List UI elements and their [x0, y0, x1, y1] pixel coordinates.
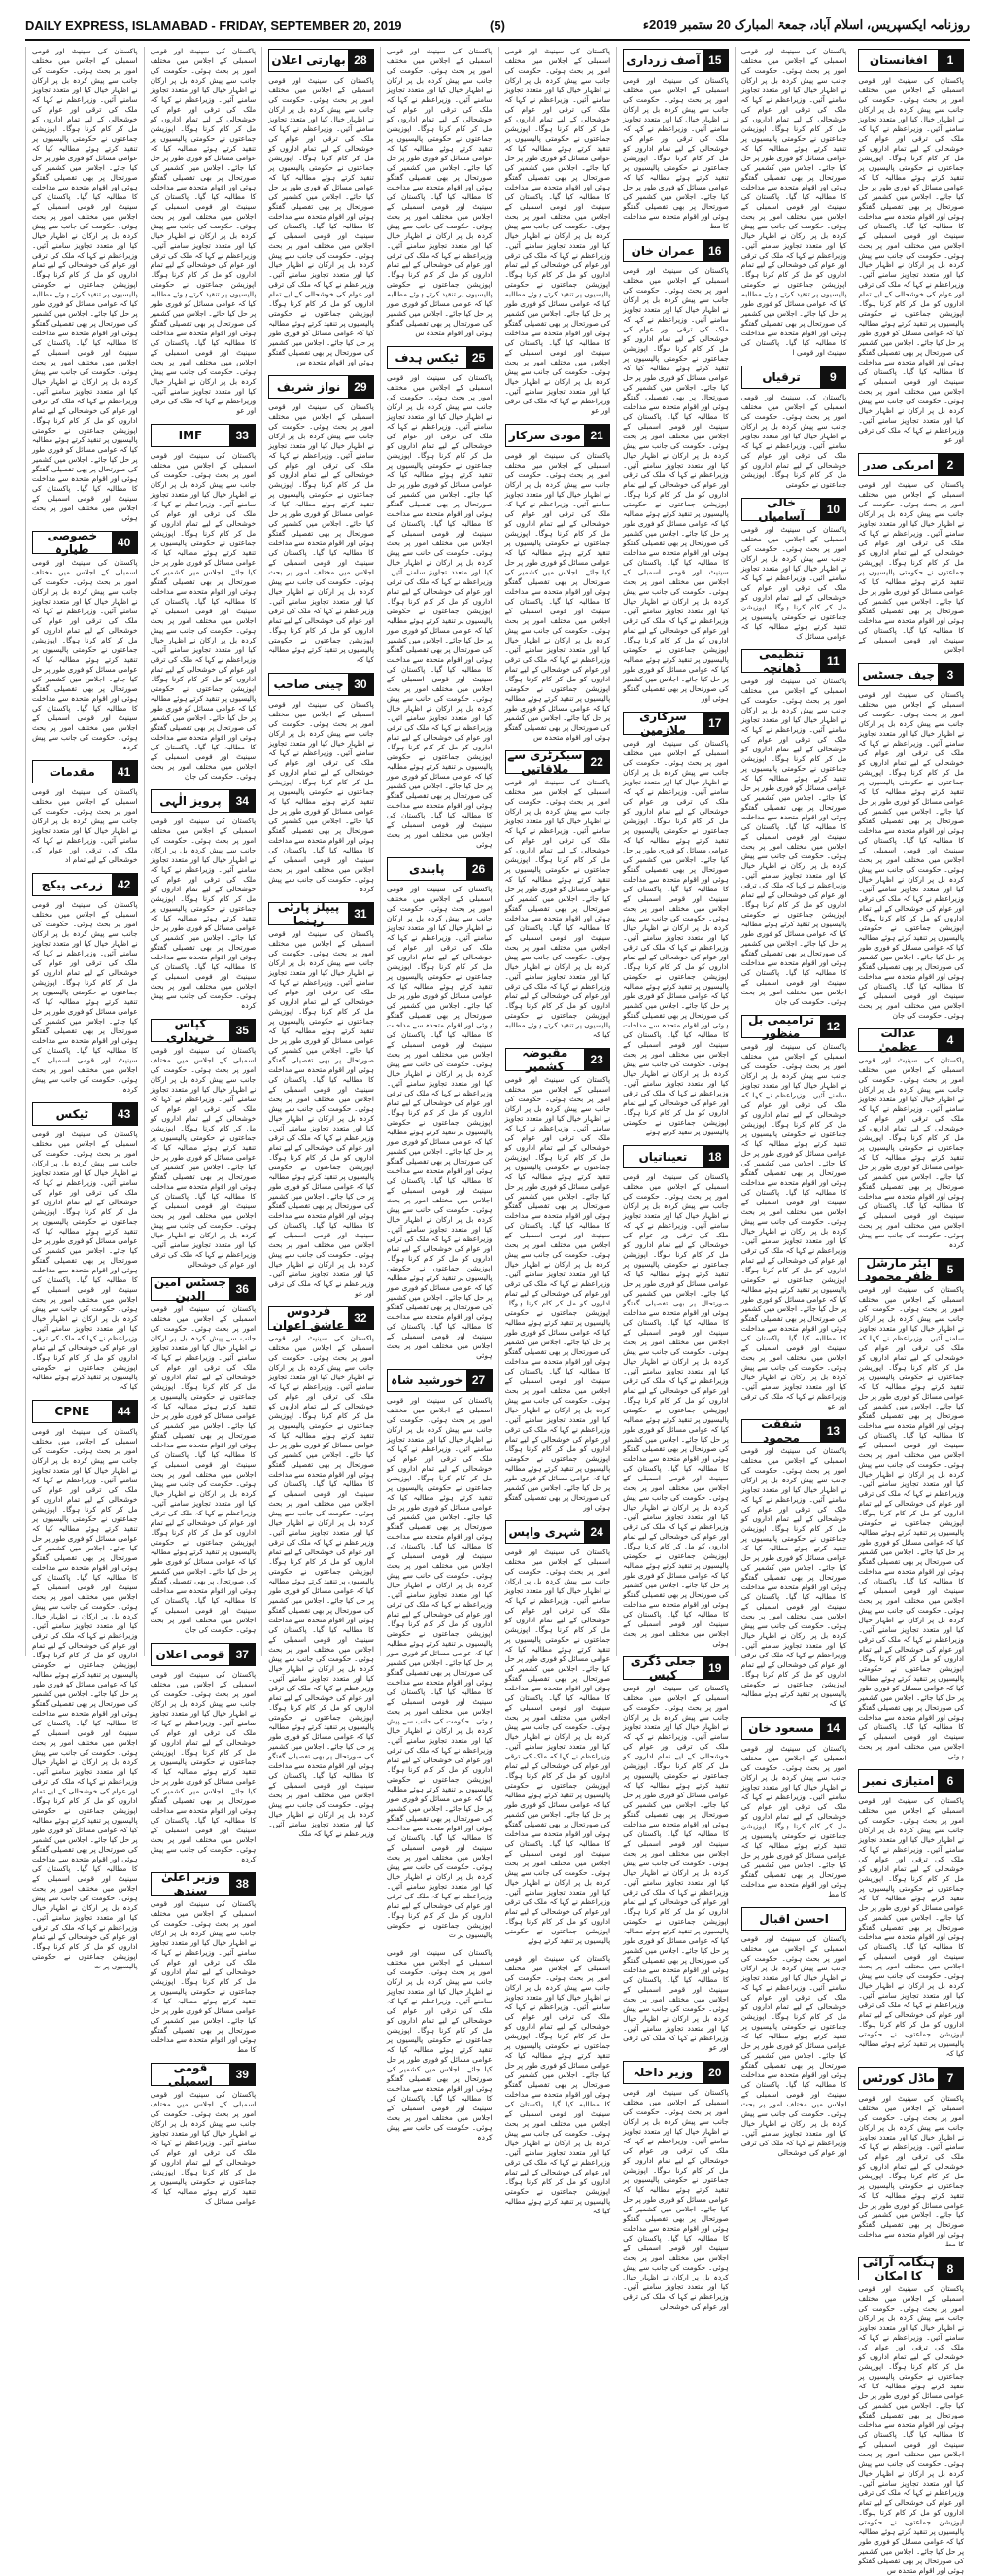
- story-title: پرویز الٰہی: [159, 794, 222, 808]
- story-title: تعیناتیاں: [638, 1150, 688, 1164]
- story-number: 10: [820, 499, 845, 520]
- story-title: ہنگامہ آرائی کا امکان: [862, 2255, 935, 2282]
- story-number: 29: [348, 376, 373, 398]
- page-number: (5): [490, 17, 505, 33]
- news-column: [144, 47, 262, 2206]
- news-story: [741, 47, 847, 358]
- news-story: [268, 902, 374, 1299]
- story-body: پاکستان کی سینیٹ اور قومی اسمبلی کے اجلاس میں مختلف امور پر بحث ہوئی۔ حکومت کی جانب سے پیش کردہ بل پر ارکان نے اظہار خیال کیا اور متعدد تجاویز سامنے آئیں۔ وزیراعظم نے کہا کہ ملک کی ترقی اور عوام کی خوشحالی کے لیے تمام اداروں کو مل کر کام کرنا ہوگا۔ اپوزیشن جماعتوں نے حکومتی پالیسیوں پر تنقید کرتے ہوئے مطالبہ کیا کہ عوامی مسائل کو فوری طور پر حل کیا جائے۔ اجلاس میں کشمیر کی صورتحال پر بھی تفصیلی گفتگو ہوئی اور اقوام متحدہ سے مداخلت کا مطالبہ کیا گیا۔ پاکستان کی سینیٹ اور قومی اسمبلی کے اجلاس میں مختلف امور پر بحث ہوئی۔ حکومت کی جانب سے پیش کردہ بل پر ارکان نے اظہار خیال کیا اور متعدد تجاویز سامنے آئیں۔ وزیراعظم نے کہا کہ ملک کی ترقی اور عوام کی خوشحالی کے لیے تمام اداروں کو مل کر کام کرنا ہوگا۔ اپوزیشن جماعتوں نے حکومتی پالیسیوں پر تنقید کرتے ہوئے مطالبہ کیا کہ عوامی مسائل کو فوری طور پر حل کیا جائے۔ اجلاس میں کشمیر کی صورتحال پر بھی تفصیلی گفتگو ہوئی اور اقوام متحدہ سے مداخلت کا مطالبہ کیا گیا۔ پاکستان کی سینیٹ اور قومی اسمبلی کے اجلاس میں مختلف امور پر بحث ہوئی۔ حکومت کی جان: [150, 1305, 257, 1634]
- story-title: زرعی پیکج: [41, 878, 103, 891]
- story-title: امریکی صدر: [863, 458, 934, 471]
- news-story: [151, 2063, 257, 2207]
- story-title: خالی آسامیاں: [758, 496, 805, 523]
- story-number: 8: [938, 2258, 963, 2280]
- story-title: عدالت عظمیٰ: [878, 1027, 918, 1054]
- story-number: 37: [229, 1644, 255, 1665]
- story-number: 38: [229, 1873, 255, 1895]
- story-number: 25: [466, 347, 492, 368]
- story-heading: [268, 375, 374, 399]
- story-body: پاکستان کی سینیٹ اور قومی اسمبلی کے اجلاس میں مختلف امور پر بحث ہوئی۔ حکومت کی جانب سے پیش کردہ بل پر ارکان نے اظہار خیال کیا اور متعدد تجاویز سامنے آئیں۔ وزیراعظم نے کہا کہ ملک کی ترقی اور عوام کی خوشحالی کے لیے تمام اداروں کو مل کر کام کرنا ہوگا۔ اپوزیشن جماعتوں نے حکومتی پالیسیوں پر تنقید کرتے ہوئے مطالبہ کیا کہ عوامی مسائل کو فوری طور پر حل کیا جائے۔ اجلاس میں کشمیر کی صورتحال پر بھی تفصیلی گفتگو ہوئی اور اقوام متحدہ سے مداخلت کا مطالبہ کیا گیا۔ پاکستان کی سینیٹ اور قومی اسمبلی کے اجلاس میں مختلف امور پر بحث ہوئی۔ حکومت کی جانب سے پیش کردہ: [858, 1056, 964, 1249]
- story-title: جعلی ڈگری کیس: [630, 1654, 697, 1682]
- news-column: [852, 47, 970, 2575]
- news-story: [151, 1872, 257, 2055]
- story-body: پاکستان کی سینیٹ اور قومی اسمبلی کے اجلاس میں مختلف امور پر بحث ہوئی۔ حکومت کی جانب سے پیش کردہ بل پر ارکان نے اظہار خیال کیا اور متعدد تجاویز سامنے آئیں۔ وزیراعظم نے کہا کہ ملک کی ترقی اور عوام کی خوشحالی کے لیے تمام اداروں کو مل کر کام کرنا ہوگا۔ اپوزیشن جماعتوں نے حکومتی پالیسیوں پر تنقید کرتے ہوئے مطالبہ کیا کہ عوامی مسائل کو فوری طور پر حل کیا جائے۔ اجلاس میں کشمیر کی صورتحال پر بھی تفصیلی گفتگو ہوئی اور اقوام متحدہ سے مداخلت کا مطالبہ کیا گیا۔ پاکستان کی سینیٹ اور قومی اسمبلی کے اجلاس میں مختلف امور پر بحث ہوئی۔ حکومت کی جانب سے پیش کردہ بل پر ارکان نے اظہار خیال کیا اور متعدد تجاویز سامنے آئیں۔ وزیراعظم نے کہا کہ ملک کی ترقی اور عوام کی خوشحالی کے لیے تمام اداروں کو مل کر کام کرنا ہوگا۔ اپوزیشن جماعتوں نے حکومتی پالیسیوں پر تنقید کرتے ہوئے مطالبہ کیا کہ عوامی مسائل کو فوری طور پر حل کیا جائے۔ اجلاس میں کشمیر کی صورتحال پر بھی تفصیلی گفتگو ہوئی اور اقوام متحدہ سے مداخلت کا مطالبہ کیا گیا۔ پاکستان کی سینیٹ اور قومی اسمبلی کے اجلاس میں مختلف امور پر بحث ہوئی۔ حکومت کی جانب سے پیش کردہ بل پر ارکان نے اظہار خیال کیا اور متعدد تجاویز سامنے آئیں۔ وزیراعظم نے کہا کہ ملک کی ترقی اور عو: [740, 1042, 847, 1410]
- story-number: 28: [348, 50, 373, 71]
- story-number: 9: [820, 366, 845, 388]
- news-story: [387, 1948, 493, 2142]
- story-number: 34: [229, 790, 255, 812]
- story-number: 23: [584, 1049, 609, 1070]
- story-number: 24: [584, 1521, 609, 1543]
- story-title: CPNE: [54, 1405, 90, 1418]
- news-story: [32, 531, 138, 752]
- story-number: 41: [112, 761, 137, 783]
- news-column: [616, 47, 735, 2311]
- story-title: ترقیاں: [762, 370, 801, 384]
- story-body: پاکستان کی سینیٹ اور قومی اسمبلی کے اجلاس میں مختلف امور پر بحث ہوئی۔ حکومت کی جانب سے پیش کردہ بل پر ارکان نے اظہار خیال کیا اور متعدد تجاویز سامنے آئیں۔ وزیراعظم نے کہا کہ ملک کی ترقی اور عوام کی خوشحالی کے لیے تمام اداروں کو مل کر کام کرنا ہوگا۔ اپوزیشن جماعتوں نے حکومتی پالیسیوں پر تنقید کرتے ہوئے مطالبہ کیا کہ عوامی مسائل کو فوری طور پر حل کیا جائے۔ اجلاس میں کشمیر کی صورتحال پر بھی تفصیلی گفتگو ہوئی اور اقوام متحدہ سے مداخلت کا مطالبہ کیا گیا۔ پاکستان کی سینیٹ اور قومی اسمبلی کے اجلاس میں مختلف امور پر بحث ہوئی۔ حکومت کی جانب سے پیش کردہ بل پر ارکان نے اظہار خیال کیا اور متعدد تجاویز سامنے آئیں۔ وزیراعظم نے کہا کہ ملک کی ترقی اور عوام کی خوشحالی کے لیے تمام اداروں کو مل کر کام کرنا ہوگا۔ اپوزیشن جماعتوں نے حکومتی پالیسیوں پر تنقید کرتے ہوئے مطالبہ کیا کہ عوامی مسائل کو فوری طور پر حل کیا جائے۔ اجلاس میں کشمیر کی صورتحال پر بھی تفصیلی گفتگو ہوئی اور اقوام متحدہ سے مداخلت کا مطالبہ کیا گیا۔ پاکستان کی سینیٹ اور قومی اسمبلی کے اجلاس میں مختلف امور پر بحث ہوئی۔ حکومت کی جانب سے پیش کردہ بل پر ارکان نے اظہار خیال کیا اور متعدد تجاویز سامنے آئیں۔ وزیراعظم نے کہا کہ ملک کی ترقی اور عوام کی خوشحالی کے لیے تمام اداروں کو مل کر کام کرنا ہوگا۔ اپوزیشن جماعتوں نے حکومتی پالیسیوں پر تنقید کرتے ہوئے مطالبہ کیا کہ عوامی مسائل کو فوری طور پر حل کیا جائے۔ اجلاس میں کشمیر کی صورتحال پر بھی تفصیلی گفتگو ہوئی اور اقوام متحدہ سے مداخلت کا مطالبہ کیا گیا۔ پاکستان کی سینیٹ اور قومی اسمبلی کے اجلاس میں مختلف امور پر بحث ہوئی: [386, 373, 493, 849]
- story-body: پاکستان کی سینیٹ اور قومی اسمبلی کے اجلاس میں مختلف امور پر بحث ہوئی۔ حکومت کی جانب سے پیش کردہ بل پر ارکان نے اظہار خیال کیا اور متعدد تجاویز سامنے آئیں۔ وزیراعظم نے کہا کہ ملک کی ترقی اور عوام کی خوشحالی کے لیے تمام اداروں کو مل کر کام کرنا ہوگا۔ اپوزیشن جماعتوں نے حکومتی: [740, 393, 847, 489]
- story-heading: [858, 453, 964, 476]
- story-body: پاکستان کی سینیٹ اور قومی اسمبلی کے اجلاس میں مختلف امور پر بحث ہوئی۔ حکومت کی جانب سے پیش کردہ بل پر ارکان نے اظہار خیال کیا اور متعدد تجاویز سامنے آئیں۔ وزیراعظم نے کہا کہ ملک کی ترقی اور عوام کی خوشحالی کے لیے تمام اداروں کو مل کر کام کرنا ہوگا۔ اپوزیشن جماعتوں نے حکومتی پالیسیوں پر تنقید کرتے ہوئے مطالبہ کیا کہ عوامی مسائل کو فوری طور پر حل کیا جائے۔ اجلاس میں کشمیر کی صورتحال پر بھی تفصیلی گفتگو ہوئی اور اقوام متحدہ سے مداخلت کا مطالبہ کیا گیا۔ پاکستان کی سینیٹ اور قومی اسمبلی کے اجلاس میں مختلف امور پر بحث ہوئی۔ حکومت کی جانب سے پیش کردہ بل پر ارکان نے اظہار خیال کیا اور متعدد تجاویز سامنے آئیں۔ وزیراعظم نے کہا کہ ملک کی ترقی اور عوام کی خوشحالی کے لیے تمام اداروں کو مل کر کام کرنا ہوگا۔ اپوزیشن جماعتوں نے حکومتی پالیسیوں پر تنقید کرتے ہوئے مطالبہ کیا کہ: [268, 402, 374, 664]
- story-heading: [268, 902, 374, 925]
- news-story: [268, 1306, 374, 1839]
- story-number: 15: [703, 50, 728, 71]
- story-body: پاکستان کی سینیٹ اور قومی اسمبلی کے اجلاس میں مختلف امور پر بحث ہوئی۔ حکومت کی جانب سے پیش کردہ بل پر ارکان نے اظہار خیال کیا اور متعدد تجاویز سامنے آئیں۔ وزیراعظم نے کہا کہ ملک کی ترقی اور عوام کی خوشحالی کے لیے تمام اداروں کو مل کر کام کرنا ہوگا۔ اپوزیشن جماعتوں نے حکومتی پالیسیوں پر تنقید کرتے ہوئے مطالبہ کیا کہ عوامی مسائل ک: [740, 525, 847, 641]
- news-story: [505, 750, 611, 1040]
- story-title: احسن اقبال: [759, 1912, 829, 1926]
- story-heading: [32, 873, 138, 896]
- news-story: [623, 712, 729, 1137]
- story-title: شفقت محمود: [761, 1417, 802, 1445]
- story-body: پاکستان کی سینیٹ اور قومی اسمبلی کے اجلاس میں مختلف امور پر بحث ہوئی۔ حکومت کی جانب سے پیش کردہ بل پر ارکان نے اظہار خیال کیا اور متعدد تجاویز سامنے آئیں۔ وزیراعظم نے کہا کہ ملک کی ترقی اور عوام کی خوشحالی کے لیے تمام اداروں کو مل کر کام کرنا ہوگا۔ اپوزیشن جماعتوں نے حکومتی پالیسیوں پر تنقید کرتے ہوئے مطالبہ کیا کہ عوامی مسائل کو فوری طور پر حل کیا جائے۔ اجلاس میں کشمیر کی صورتحال پر بھی تفصیلی گفتگو ہوئی اور اقوام متحدہ سے مداخلت کا مطالبہ کیا گیا۔ پاکستان کی سینیٹ اور قومی اسمبلی کے اجلاس میں مختلف امور پر بحث ہوئی۔ حکومت کی جانب سے پیش کردہ: [268, 700, 374, 893]
- story-body: پاکستان کی سینیٹ اور قومی اسمبلی کے اجلاس میں مختلف امور پر بحث ہوئی۔ حکومت کی جانب سے پیش کردہ بل پر ارکان نے اظہار خیال کیا اور متعدد تجاویز سامنے آئیں۔ وزیراعظم نے کہا کہ ملک کی ترقی اور عوام کی خوشحالی کے لیے تمام اداروں کو مل کر کام کرنا ہوگا۔ اپوزیشن جماعتوں نے حکومتی پالیسیوں پر تنقید کرتے ہوئے مطالبہ کیا کہ عوامی مسائل کو فوری طور پر حل کیا جائے۔ اجلاس میں کشمیر کی صورتحال پر بھی تفصیلی گفتگو ہوئی اور اقوام متحدہ سے مداخلت کا مطالبہ کیا گیا۔ پاکستان کی سینیٹ اور قومی اسمبلی کے اجلاس میں مختلف امور پر بحث ہوئی۔ حکومت کی جانب سے پیش کردہ بل پر ارکان نے اظہار خیال کیا اور متعدد تجاویز سامنے آئیں۔ وزیراعظم نے کہا کہ ملک کی ترقی اور عوام کی خوشحالی کے لیے تمام اداروں کو مل کر کام کرنا ہوگا۔ اپوزیشن جماعتوں نے حکومتی پالیسیوں پر تنقید کرتے ہوئے مطالبہ کیا کہ عوامی مسائل کو فوری طور پر حل کیا جائے۔ اجلاس میں کشمیر کی صورتحال پر بھی تفصیلی گفتگو ہوئی اور اقوام متحدہ سے مداخلت کا مطالبہ کیا گیا۔ پاکستان کی سینیٹ اور قومی اسمبلی کے اجلاس میں مختلف امور پر بحث ہوئی۔ حکومت کی جان: [740, 677, 847, 1006]
- story-title: نواز شریف: [276, 380, 341, 394]
- story-number: 18: [703, 1146, 728, 1167]
- story-body: پاکستان کی سینیٹ اور قومی اسمبلی کے اجلاس میں مختلف امور پر بحث ہوئی۔ حکومت کی جانب سے پیش کردہ بل پر ارکان نے اظہار خیال کیا اور متعدد تجاویز سامنے آئیں۔ وزیراعظم نے کہا کہ ملک کی ترقی اور عوام کی خوشحالی کے لیے تمام اداروں کو مل کر کام کرنا ہوگا۔ اپوزیشن جماعتوں نے حکومتی پالیسیوں پر تنقید کرتے ہوئے مطالبہ کیا کہ عوامی مسائل کو فوری طور پر حل کیا جائے۔ اجلاس میں کشمیر کی صورتحال پر بھی تفصیلی گفتگو ہوئی اور اقوام متحدہ سے مداخلت کا مطالبہ کیا گیا۔ پاکستان کی سینیٹ اور قومی اسمبلی کے اجلاس میں مختلف امور پر بحث ہوئی۔ حکومت کی جانب سے پیش کردہ بل پر ارکان نے اظہار خیال کیا اور متعدد تجاویز سامنے آئیں۔ وزیراعظم نے کہا کہ ملک کی ترقی اور عوام کی خوشحالی کے لیے تمام اداروں کو مل کر کام کرنا ہوگا۔ اپوزیشن جماعتوں نے حکومتی پالیسیوں پر تنقید کرتے ہوئے مطالبہ کیا کہ عوامی مسائل کو فوری طور پر حل کیا جائے۔ اجلاس میں کشمیر کی صورتحال پر بھی تفصیلی گفتگو ہوئی اور اقوام متحدہ س: [386, 47, 493, 337]
- story-body: پاکستان کی سینیٹ اور قومی اسمبلی کے اجلاس میں مختلف امور پر بحث ہوئی۔ حکومت کی جانب سے پیش کردہ بل پر ارکان نے اظہار خیال کیا اور متعدد تجاویز سامنے آئیں۔ وزیراعظم نے کہا کہ ملک کی ترقی اور عوام کی خوشحالی کے لیے تمام اداروں کو مل کر کام کرنا ہوگا۔ اپوزیشن جماعتوں نے حکومتی پالیسیوں پر تنقید کرتے ہوئے مطالبہ کیا کہ عوامی مسائل کو فوری طور پر حل کیا جائے۔ اجلاس میں کشمیر کی صورتحال پر بھی تفصیلی گفتگو ہوئی اور اقوام متحدہ سے مداخلت کا مطالبہ کیا گیا۔ پاکستان کی سینیٹ اور قومی اسمبلی کے اجلاس میں مختلف امور پر بحث ہوئی۔ حکومت کی جانب سے پیش کردہ بل پر ارکان نے اظہار خیال کیا اور متعدد تجاویز سامنے آئیں۔ وزیراعظم نے کہا کہ ملک کی ترقی اور عوام کی خوشحالی: [623, 2088, 729, 2311]
- story-heading: [858, 49, 964, 72]
- story-body: پاکستان کی سینیٹ اور قومی اسمبلی کے اجلاس میں مختلف امور پر بحث ہوئی۔ حکومت کی جانب سے پیش کردہ بل پر ارکان نے اظہار خیال کیا اور متعدد تجاویز سامنے آئیں۔ وزیراعظم نے کہا کہ ملک کی ترقی اور عوام کی خوشحالی کے لیے تمام اداروں کو مل کر کام کرنا ہوگا۔ اپوزیشن جماعتوں نے حکومتی پالیسیوں پر تنقید کرتے ہوئے مطالبہ کیا کہ عوامی مسائل کو فوری طور پر حل کیا جائے۔ اجلاس میں کشمیر کی صورتحال پر بھی تفصیلی گفتگو ہوئی اور اقوام متحدہ سے مداخلت کا مطالبہ کیا گیا۔ پاکستان کی سینیٹ اور قومی اسمبلی کے اجلاس میں مختلف امور پر بحث ہوئی۔ حکومت کی جانب سے پیش کردہ بل پر ارکان نے اظہار خیال کیا اور متعدد تجاویز سامنے آئیں۔ وزیراعظم نے کہا کہ ملک کی ترقی اور عوام کی خوشحالی: [150, 1046, 257, 1269]
- story-body: پاکستان کی سینیٹ اور قومی اسمبلی کے اجلاس میں مختلف امور پر بحث ہوئی۔ حکومت کی جانب سے پیش کردہ بل پر ارکان نے اظہار خیال کیا اور متعدد تجاویز سامنے آئیں۔ وزیراعظم نے کہا کہ ملک کی ترقی اور عوام کی خوشحالی کے لیے تمام اداروں کو مل کر کام کرنا ہوگا۔ اپوزیشن جماعتوں نے حکومتی پالیسیوں پر تنقید کرتے ہوئے مطالبہ کیا کہ عوامی مسائل کو فوری طور پر حل کیا جائے۔ اجلاس میں کشمیر کی صورتحال پر بھی تفصیلی گفتگو ہوئی اور اقوام متحدہ سے مداخلت کا مطالبہ کیا گیا۔ پاکستان کی سینیٹ اور قومی اسمبلی کے اجلاس میں مختلف امور پر بحث ہوئی۔ حکومت کی جانب سے پیش کردہ بل پر ارکان نے اظہار خیال کیا اور متعدد تجاویز سامنے آئیں۔ وزیراعظم نے کہا کہ ملک کی ترقی اور عوام کی خوشحالی کے لیے تمام اداروں کو مل کر کام کرنا ہوگا۔ اپوزیشن جماعتوں نے حکومتی پالیسیوں پر تنقید کرتے ہوئے مطالبہ کیا کہ عوامی مسائل کو فوری طور پر حل کیا جائے۔ اجلاس میں کشمیر کی صورتحال پر بھی تفصیلی گفتگو ہوئی اور اقوام متحدہ سے مداخلت کا مطالبہ کیا گیا۔ پاکستان کی سینیٹ اور قومی اسمبلی کے اجلاس میں مختلف امور پر بحث ہوئی۔ حکومت کی جانب سے پیش کردہ بل پر ارکان نے اظہار خیال کیا اور متعدد تجاویز سامنے آئیں۔ وزیراعظم نے کہا کہ ملک کی ترقی اور عوام کی خوشحالی کے لیے تمام اداروں کو مل کر کام کرنا ہوگا۔ اپوزیشن جماعتوں نے حکومتی پالیسیوں پر تنقید کرتے ہوئے مطالبہ کیا کہ عوامی مسائل کو فوری طور پر حل کیا جائے۔ اجلاس میں کشمیر کی صورتحال پر بھی تفصیلی گفتگو ہوئی اور اقوام متحدہ سے مداخلت کا مطالبہ کیا گیا۔ پاکستان کی سینیٹ اور قومی اسمبلی کے اجلاس میں مختلف امور پر بحث ہوئی۔ حکومت کی جانب سے پیش کردہ بل پر ارکان نے اظہار خیال کیا اور متعدد تجاویز سامنے آئیں۔ وزیراعظم نے کہا کہ ملک کی ترقی اور عوام کی خوشحالی کے لیے تمام اداروں کو مل کر کام کرنا ہوگا۔ اپوزیشن جماعتوں نے حکومتی پالیسیوں پر ت: [386, 1396, 493, 1939]
- story-body: پاکستان کی سینیٹ اور قومی اسمبلی کے اجلاس میں مختلف امور پر بحث ہوئی۔ حکومت کی جانب سے پیش کردہ بل پر ارکان نے اظہار خیال کیا اور متعدد تجاویز سامنے آئیں۔ وزیراعظم نے کہا کہ ملک کی ترقی اور عوام کی خوشحالی کے لیے تمام اداروں کو مل کر کام کرنا ہوگا۔ اپوزیشن جماعتوں نے حکومتی پالیسیوں پر تنقید کرتے ہوئے مطالبہ کیا کہ عوامی مسائل کو فوری طور پر حل کیا جائے۔ اجلاس میں کشمیر کی صورتحال پر بھی تفصیلی گفتگو ہوئی اور اقوام متحدہ سے مداخلت کا مط: [740, 1744, 847, 1898]
- news-story: [151, 1643, 257, 1864]
- news-story: [741, 366, 847, 490]
- story-number: 39: [229, 2064, 255, 2085]
- news-story: [505, 1520, 611, 1946]
- story-number: 33: [229, 425, 255, 446]
- story-body: پاکستان کی سینیٹ اور قومی اسمبلی کے اجلاس میں مختلف امور پر بحث ہوئی۔ حکومت کی جانب سے پیش کردہ بل پر ارکان نے اظہار خیال کیا اور متعدد تجاویز سامنے آئیں۔ وزیراعظم نے کہا کہ ملک کی ترقی اور عوام کی خوشحالی کے لیے تمام اد: [32, 787, 138, 864]
- story-title: فردوس عاشق اعوان: [272, 1305, 345, 1332]
- story-heading: [741, 1717, 847, 1740]
- story-number: 42: [112, 874, 137, 895]
- news-story: [151, 47, 257, 416]
- story-number: 13: [820, 1420, 845, 1442]
- story-title: سیکرٹری سے ملاقاتیں: [507, 748, 583, 776]
- story-heading: [151, 1643, 257, 1666]
- story-title: ماڈل کورٹس: [862, 2071, 936, 2085]
- story-body: پاکستان کی سینیٹ اور قومی اسمبلی کے اجلاس میں مختلف امور پر بحث ہوئی۔ حکومت کی جانب سے پیش کردہ بل پر ارکان نے اظہار خیال کیا اور متعدد تجاویز سامنے آئیں۔ وزیراعظم نے کہا کہ ملک کی ترقی اور عوام کی خوشحالی کے لیے تمام اداروں کو مل کر کام کرنا ہوگا۔ اپوزیشن جماعتوں نے حکومتی پالیسیوں پر تنقید کرتے ہوئے مطالبہ کیا کہ عوامی مسائل کو فوری طور پر حل کیا جائے۔ اجلاس میں کشمیر کی صورتحال پر بھی تفصیلی گفتگو ہوئی اور اقوام متحدہ سے مداخلت کا مطالبہ کیا گیا۔ پاکستان کی سینیٹ اور قومی اسمبلی کے اجلاس میں مختلف امور پر بحث ہوئی۔ حکومت کی جانب سے پیش کردہ: [32, 558, 138, 751]
- story-number: 19: [703, 1657, 728, 1679]
- story-title: وزیر داخلہ: [633, 2066, 694, 2079]
- news-story: [741, 1015, 847, 1411]
- story-title: جسٹس امین الدین: [154, 1275, 226, 1303]
- story-body: پاکستان کی سینیٹ اور قومی اسمبلی کے اجلاس میں مختلف امور پر بحث ہوئی۔ حکومت کی جانب سے پیش کردہ بل پر ارکان نے اظہار خیال کیا اور متعدد تجاویز سامنے آئیں۔ وزیراعظم نے کہا کہ ملک کی ترقی اور عوام کی خوشحالی کے لیے تمام اداروں کو مل کر کام کرنا ہوگا۔ اپوزیشن جماعتوں نے حکومتی پالیسیوں پر تنقید کرتے ہوئے مطالبہ کیا کہ عوامی مسائل کو فوری طور پر حل کیا جائے۔ اجلاس میں کشمیر کی صورتحال پر بھی تفصیلی گفتگو ہوئی اور اقوام متحدہ سے مداخلت کا مطالبہ کیا گیا۔ پاکستان کی سینیٹ اور قومی اسمبلی کے اجلاس میں مختلف امور پر بحث ہوئی۔ حکومت کی جانب سے پیش کردہ بل پر ارکان نے اظہار خیال کیا اور متعدد تجاویز سامنے آئیں۔ وزیراعظم نے کہا کہ ملک کی ترقی اور عوام کی خوشحالی کے لیے تمام اداروں کو مل کر کام کرنا ہوگا۔ اپوزیشن جماعتوں نے حکومتی پالیسیوں پر تنقید کرتے ہوئے مطالبہ کیا کہ: [858, 1796, 964, 2058]
- news-story: [32, 1102, 138, 1392]
- story-body: پاکستان کی سینیٹ اور قومی اسمبلی کے اجلاس میں مختلف امور پر بحث ہوئی۔ حکومت کی جانب سے پیش کردہ بل پر ارکان نے اظہار خیال کیا اور متعدد تجاویز سامنے آئیں۔ وزیراعظم نے کہا کہ ملک کی ترقی اور عوام کی خوشحالی کے لیے تمام اداروں کو مل کر کام کرنا ہوگا۔ اپوزیشن جماعتوں نے حکومتی پالیسیوں پر تنقید کرتے ہوئے مطالبہ کیا کہ عوامی مسائل کو فوری طور پر حل کیا جائے۔ اجلاس میں کشمیر کی صورتحال پر بھی تفصیلی گفتگو ہوئی اور اقوام متحدہ سے مداخلت کا مطالبہ کیا گیا۔ پاکستان کی سینیٹ اور قومی اسمبلی کے اجلاس میں مختلف امور پر بحث ہوئی۔ حکومت کی جانب سے پیش کردہ: [32, 900, 138, 1094]
- news-story: [387, 857, 493, 1361]
- story-heading: [623, 1145, 729, 1168]
- story-heading: [623, 239, 729, 262]
- news-column: [498, 47, 617, 2215]
- story-heading: [623, 49, 729, 72]
- news-story: [858, 2067, 964, 2249]
- news-story: [623, 1656, 729, 2053]
- story-body: پاکستان کی سینیٹ اور قومی اسمبلی کے اجلاس میں مختلف امور پر بحث ہوئی۔ حکومت کی جانب سے پیش کردہ بل پر ارکان نے اظہار خیال کیا اور متعدد تجاویز سامنے آئیں۔ وزیراعظم نے کہا کہ ملک کی ترقی اور عوام کی خوشحالی کے لیے تمام اداروں کو مل کر کام کرنا ہوگا۔ اپوزیشن جماعتوں نے حکومتی پالیسیوں پر تنقید کرتے ہوئے مطالبہ کیا کہ عوامی مسائل کو فوری طور پر حل کیا جائے۔ اجلاس میں کشمیر کی صورتحال پر بھی تفصیلی گفتگو ہوئی اور اقوام متحدہ سے مداخلت کا مطالبہ کیا گیا۔ پاکستان کی سینیٹ اور قومی اسمبلی کے اجلاس میں مختلف امور پر بحث ہوئی۔ حکومت کی جانب سے پیش کردہ بل پر ارکان نے اظہار خیال کیا اور متعدد تجاویز سامنے آئیں۔ وزیراعظم نے کہا کہ ملک کی ترقی اور عوام کی خوشحالی کے لیے تمام اداروں کو مل کر کام کرنا ہوگا۔ اپوزیشن جماعتوں نے حکومتی پالیسیوں پر تنقید کرتے ہوئے مطالبہ کیا کہ عوامی مسائل کو فوری طور پر حل کیا جائے۔ اجلاس میں کشمیر کی صورتحال پر بھی تفصیلی گفتگو ہوئی اور اقوام متحدہ س: [504, 451, 611, 742]
- story-number: 17: [703, 713, 728, 734]
- story-body: پاکستان کی سینیٹ اور قومی اسمبلی کے اجلاس میں مختلف امور پر بحث ہوئی۔ حکومت کی جانب سے پیش کردہ بل پر ارکان نے اظہار خیال کیا اور متعدد تجاویز سامنے آئیں۔ وزیراعظم نے کہا کہ ملک کی ترقی اور عوام کی خوشحالی کے لیے تمام اداروں کو مل کر کام کرنا ہوگا۔ اپوزیشن جماعتوں نے حکومتی پالیسیوں پر تنقید کرتے ہوئے مطالبہ کیا کہ عوامی مسائل کو فوری طور پر حل کیا جائے۔ اجلاس میں کشمیر کی صورتحال پر بھی تفصیلی گفتگو ہوئی اور اقوام متحدہ سے مداخلت کا مطالبہ کیا گیا۔ پاکستان کی سینیٹ اور قومی اسمبلی کے اجلاس میں مختلف امور پر بحث ہوئی۔ حکومت کی جانب سے پیش کردہ بل پر ارکان نے اظہار خیال کیا اور متعدد تجاویز سامنے آئیں۔ وزیراعظم نے کہا کہ ملک کی ترقی اور عوام کی خوشحالی کے لیے تمام اداروں کو مل کر کام کرنا ہوگا۔ اپوزیشن جماعتوں نے حکومتی پالیسیوں پر تنقید کرتے ہوئے مطالبہ کیا کہ عوامی مسائل کو فوری طور پر حل کیا جائے۔ اجلاس میں کشمیر کی صورتحال پر بھی تفصیلی گفتگو ہوئی اور اقوام متحدہ سے مداخلت کا مطالبہ کیا گیا۔ پاکستان کی سینیٹ اور قومی اسمبلی کے اجلاس میں مختلف امور پر بحث ہوئی۔ حکومت کی جان: [150, 451, 257, 781]
- story-number: 35: [229, 1020, 255, 1041]
- story-body: پاکستان کی سینیٹ اور قومی اسمبلی کے اجلاس میں مختلف امور پر بحث ہوئی۔ حکومت کی جانب سے پیش کردہ بل پر ارکان نے اظہار خیال کیا اور متعدد تجاویز سامنے آئیں۔ وزیراعظم نے کہا کہ ملک کی ترقی اور عوام کی خوشحالی کے لیے تمام اداروں کو مل کر کام کرنا ہوگا۔ اپوزیشن جماعتوں نے حکومتی پالیسیوں پر تنقید کرتے ہوئے مطالبہ کیا کہ عوامی مسائل کو فوری طور پر حل کیا جائے۔ اجلاس میں کشمیر کی صورتحال پر بھی تفصیلی گفتگو ہوئی اور اقوام متحدہ سے مداخلت کا مطالبہ کیا گیا۔ پاکستان کی سینیٹ اور قومی اسمبلی کے اجلاس میں مختلف امور پر بحث ہوئی۔ حکومت کی جانب سے پیش کردہ بل پر ارکان نے اظہار خیال کیا اور متعدد تجاویز سامنے آئیں۔ وزیراعظم نے کہا کہ ملک کی ترقی اور عوام کی خوشحالی کے لیے تمام اداروں کو مل کر کام کرنا ہوگا۔ اپوزیشن جماعتوں نے حکومتی پالیسیوں پر تنقید کرتے ہوئے مطالبہ کیا کہ عوامی مسائل کو فوری طور پر حل کیا جائے۔ اجلاس میں کشمیر کی صورتحال پر بھی تفصیلی گفتگو ہوئی اور اقوام متحدہ سے مداخلت کا مطالبہ کیا گیا۔ پاکستان کی سینیٹ اور قومی اسمبلی کے اجلاس میں مختلف امور پر بحث ہوئی۔ حکومت کی جانب سے پیش کردہ بل پر ارکان نے اظہار خیال کیا اور متعدد تجاویز سامنے آئیں۔ وزیراعظم نے کہا کہ ملک کی ترقی اور عوام کی خوشحالی کے لیے تمام اداروں کو مل کر کام کرنا ہوگا۔ اپوزیشن جماعتوں نے حکومتی پالیسیوں پر تنقید کرتے ہوئے مطالبہ کیا کہ عوامی مسائل کو فوری طور پر حل کیا جائے۔ اجلاس میں کشمیر کی صورتحال پر بھی تفصیلی گفتگو ہوئی اور: [623, 266, 729, 703]
- news-story: [505, 424, 611, 743]
- story-heading: [623, 2061, 729, 2084]
- story-body: پاکستان کی سینیٹ اور قومی اسمبلی کے اجلاس میں مختلف امور پر بحث ہوئی۔ حکومت کی جانب سے پیش کردہ بل پر ارکان نے اظہار خیال کیا اور متعدد تجاویز سامنے آئیں۔ وزیراعظم نے کہا کہ ملک کی ترقی اور عوام کی خوشحالی کے لیے تمام اداروں کو مل کر کام کرنا ہوگا۔ اپوزیشن جماعتوں نے حکومتی پالیسیوں پر تنقید کرتے ہوئے مطالبہ کیا کہ عوامی مسائل کو فوری طور پر حل کیا جائے۔ اجلاس میں کشمیر کی صورتحال پر بھی تفصیلی گفتگو ہوئی اور اقوام متحدہ سے مداخلت کا مط: [858, 2094, 964, 2248]
- story-heading: [505, 1048, 611, 1071]
- story-title: ٹیکس ہدف: [395, 351, 459, 365]
- header-masthead-urdu: روزنامہ ایکسپریس، اسلام آباد، جمعۃ المبارک 20 ستمبر 2019ء: [642, 17, 970, 32]
- story-title: پابندی: [409, 862, 445, 876]
- story-body: پاکستان کی سینیٹ اور قومی اسمبلی کے اجلاس میں مختلف امور پر بحث ہوئی۔ حکومت کی جانب سے پیش کردہ بل پر ارکان نے اظہار خیال کیا اور متعدد تجاویز سامنے آئیں۔ وزیراعظم نے کہا کہ ملک کی ترقی اور عوام کی خوشحالی کے لیے تمام اداروں کو مل کر کام کرنا ہوگا۔ اپوزیشن جماعتوں نے حکومتی پالیسیوں پر تنقید کرتے ہوئے مطالبہ کیا کہ عوامی مسائل ک: [150, 2090, 257, 2206]
- story-number: 11: [820, 650, 845, 672]
- story-number: 27: [466, 1370, 492, 1391]
- news-story: [387, 47, 493, 338]
- story-title: مقدمات: [49, 765, 95, 779]
- story-heading: [741, 1015, 847, 1038]
- news-story: [858, 2257, 964, 2576]
- news-story: [32, 760, 138, 865]
- story-heading: [505, 1520, 611, 1544]
- story-title: مقبوضہ کشمیر: [522, 1046, 568, 1073]
- news-story: [623, 239, 729, 704]
- story-number: 43: [112, 1103, 137, 1125]
- story-number: 21: [584, 425, 609, 446]
- story-title: کپاس خریداری: [166, 1017, 215, 1044]
- news-story: [387, 346, 493, 850]
- story-heading: [387, 857, 493, 881]
- news-column: [261, 47, 380, 1838]
- story-title: خصوصی طیارہ: [47, 529, 98, 556]
- news-column: [380, 47, 498, 2141]
- story-number: 44: [112, 1401, 137, 1422]
- story-heading: [151, 1277, 257, 1301]
- story-heading: [741, 366, 847, 389]
- story-title: شہری واپس: [508, 1525, 582, 1539]
- story-heading: [858, 1028, 964, 1052]
- story-number: 3: [938, 664, 963, 685]
- story-heading: [858, 1769, 964, 1793]
- story-heading: [387, 1369, 493, 1392]
- story-title: سرکاری ملازمین: [639, 710, 687, 737]
- story-body: پاکستان کی سینیٹ اور قومی اسمبلی کے اجلاس میں مختلف امور پر بحث ہوئی۔ حکومت کی جانب سے پیش کردہ بل پر ارکان نے اظہار خیال کیا اور متعدد تجاویز سامنے آئیں۔ وزیراعظم نے کہا کہ ملک کی ترقی اور عوام کی خوشحالی کے لیے تمام اداروں کو مل کر کام کرنا ہوگا۔ اپوزیشن جماعتوں نے حکومتی پالیسیوں پر تنقید کرتے ہوئے مطالبہ کیا کہ عوامی مسائل کو فوری طور پر حل کیا جائے۔ اجلاس میں کشمیر کی صورتحال پر بھی تفصیلی گفتگو ہوئی اور اقوام متحدہ سے مداخلت کا مطالبہ کیا گیا۔ پاکستان کی سینیٹ اور قومی اسمبلی کے اجلاس میں مختلف امور پر بحث ہوئی۔ حکومت کی جانب سے پیش کردہ: [386, 1948, 493, 2141]
- news-story: [505, 47, 611, 416]
- story-body: پاکستان کی سینیٹ اور قومی اسمبلی کے اجلاس میں مختلف امور پر بحث ہوئی۔ حکومت کی جانب سے پیش کردہ بل پر ارکان نے اظہار خیال کیا اور متعدد تجاویز سامنے آئیں۔ وزیراعظم نے کہا کہ ملک کی ترقی اور عوام کی خوشحالی کے لیے تمام اداروں کو مل کر کام کرنا ہوگا۔ اپوزیشن جماعتوں نے حکومتی پالیسیوں پر تنقید کرتے ہوئے مطالبہ کیا کہ عوامی مسائل کو فوری طور پر حل کیا جائے۔ اجلاس میں کشمیر کی صورتحال پر بھی تفصیلی گفتگو ہوئی اور اقوام متحدہ سے مداخلت کا مطالبہ کیا گیا۔ پاکستان کی سینیٹ اور قومی اسمبلی کے اجلاس میں مختلف امور پر بحث ہوئی۔ حکومت کی جانب سے پیش کردہ بل پر ارکان نے اظہار خیال کیا اور متعدد تجاویز سامنے آئیں۔ وزیراعظم نے کہا کہ ملک کی ترقی اور عوام کی خوشحالی: [740, 1934, 847, 2157]
- news-story: [268, 49, 374, 367]
- story-heading: [741, 1907, 847, 1931]
- story-body: پاکستان کی سینیٹ اور قومی اسمبلی کے اجلاس میں مختلف امور پر بحث ہوئی۔ حکومت کی جانب سے پیش کردہ بل پر ارکان نے اظہار خیال کیا اور متعدد تجاویز سامنے آئیں۔ وزیراعظم نے کہا کہ ملک کی ترقی اور عوام کی خوشحالی کے لیے تمام اداروں کو مل کر کام کرنا ہوگا۔ اپوزیشن جماعتوں نے حکومتی پالیسیوں پر تنقید کرتے ہوئے مطالبہ کیا کہ عوامی مسائل کو فوری طور پر حل کیا جائے۔ اجلاس میں کشمیر کی صورتحال پر بھی تفصیلی گفتگو ہوئی اور اقوام متحدہ سے مداخلت کا مطالبہ کیا گیا۔ پاکستان کی سینیٹ اور قومی اسمبلی کے اجلاس میں مختلف امور پر بحث ہوئی۔ حکومت کی جانب سے پیش کردہ بل پر ارکان نے اظہار خیال کیا اور متعدد تجاویز سامنے آئیں۔ وزیراعظم نے کہا کہ ملک کی ترقی اور عوام کی خوشحالی کے لیے تمام اداروں کو مل کر کام کرنا ہوگا۔ اپوزیشن جماعتوں نے حکومتی پالیسیوں پر تنقید کرتے ہوئے مطالبہ کیا کہ: [504, 778, 611, 1039]
- story-number: 6: [938, 1770, 963, 1792]
- story-number: 30: [348, 674, 373, 695]
- news-story: [858, 663, 964, 1021]
- page-header: [25, 14, 970, 37]
- story-heading: [623, 712, 729, 735]
- story-number: 16: [703, 240, 728, 261]
- news-column: [25, 47, 144, 1970]
- story-body: پاکستان کی سینیٹ اور قومی اسمبلی کے اجلاس میں مختلف امور پر بحث ہوئی۔ حکومت کی جانب سے پیش کردہ بل پر ارکان نے اظہار خیال کیا اور متعدد تجاویز سامنے آئیں۔ وزیراعظم نے کہا کہ ملک کی ترقی اور عوام کی خوشحالی کے لیے تمام اداروں کو مل کر کام کرنا ہوگا۔ اپوزیشن جماعتوں نے حکومتی پالیسیوں پر تنقید کرتے ہوئے مطالبہ کیا کہ عوامی مسائل کو فوری طور پر حل کیا جائے۔ اجلاس میں کشمیر کی صورتحال پر بھی تفصیلی گفتگو ہوئی اور اقوام متحدہ سے مداخلت کا مطالبہ کیا گیا۔ پاکستان کی سینیٹ اور قومی اسمبلی کے اجلاس میں مختلف امور پر بحث ہوئی۔ حکومت کی جانب سے پیش کردہ بل پر ارکان نے اظہار خیال کیا اور متعدد تجاویز سامنے آئیں۔ وزیراعظم نے کہا کہ ملک کی ترقی اور عوام کی خوشحالی کے لیے تمام اداروں کو مل کر کام کرنا ہوگا۔ اپوزیشن جماعتوں نے حکومتی پالیسیوں پر تنقید کرتے ہوئے مطالبہ کیا کہ عوامی مسائل کو فوری طور پر حل کیا جائے۔ اجلاس میں کشمیر کی صورتحال پر بھی تفصیلی گفتگو ہوئی اور اقوام متحدہ سے مداخلت کا مطالبہ کیا گیا۔ پاکستان کی سینیٹ اور قومی اسمبلی کے اجلاس میں مختلف امور پر بحث ہوئی۔ حکومت کی جان: [858, 690, 964, 1020]
- story-body: پاکستان کی سینیٹ اور قومی اسمبلی کے اجلاس میں مختلف امور پر بحث ہوئی۔ حکومت کی جانب سے پیش کردہ بل پر ارکان نے اظہار خیال کیا اور متعدد تجاویز سامنے آئیں۔ وزیراعظم نے کہا کہ ملک کی ترقی اور عوام کی خوشحالی کے لیے تمام اداروں کو مل کر کام کرنا ہوگا۔ اپوزیشن جماعتوں نے حکومتی پالیسیوں پر تنقید کرتے ہوئے مطالبہ کیا کہ عوامی مسائل کو فوری طور پر حل کیا جائے۔ اجلاس میں کشمیر کی صورتحال پر بھی تفصیلی گفتگو ہوئی اور اقوام متحدہ سے مداخلت کا مطالبہ کیا گیا۔ پاکستان کی سینیٹ اور قومی اسمبلی کے اجلاس میں مختلف امور پر بحث ہوئی۔ حکومت کی جانب سے پیش کردہ بل پر ارکان نے اظہار خیال کیا اور متعدد تجاویز سامنے آئیں۔ وزیراعظم نے کہا کہ ملک کی ترقی اور عوام کی خوشحالی کے لیے تمام اداروں کو مل کر کام کرنا ہوگا۔ اپوزیشن جماعتوں نے حکومتی پالیسیوں پر تنقید کرتے ہوئے مطالبہ کیا کہ عوامی مسائل کو فوری طور پر حل کیا جائے۔ اجلاس میں کشمیر کی صورتحال پر بھی تفصیلی گفتگو ہوئی اور اقوام متحدہ س: [858, 2284, 964, 2575]
- story-body: پاکستان کی سینیٹ اور قومی اسمبلی کے اجلاس میں مختلف امور پر بحث ہوئی۔ حکومت کی جانب سے پیش کردہ بل پر ارکان نے اظہار خیال کیا اور متعدد تجاویز سامنے آئیں۔ وزیراعظم نے کہا کہ ملک کی ترقی اور عوام کی خوشحالی کے لیے تمام اداروں کو مل کر کام کرنا ہوگا۔ اپوزیشن جماعتوں نے حکومتی پالیسیوں پر تنقید کرتے ہوئے مطالبہ کیا کہ عوامی مسائل کو فوری طور پر حل کیا جائے۔ اجلاس میں کشمیر کی صورتحال پر بھی تفصیلی گفتگو ہوئی اور اقوام متحدہ سے مداخلت کا مطالبہ کیا گیا۔ پاکستان کی سینیٹ اور قومی اسمبلی کے اجلاس میں مختلف امور پر بحث ہوئی۔ حکومت کی جانب سے پیش کردہ بل پر ارکان نے اظہار خیال کیا اور متعدد تجاویز سامنے آئیں۔ وزیراعظم نے کہا کہ ملک کی ترقی اور عوام کی خوشحالی کے لیے تمام اداروں کو مل کر کام کرنا ہوگا۔ اپوزیشن جماعتوں نے حکومتی پالیسیوں پر تنقید کرتے ہوئے مطالبہ کیا کہ: [740, 1446, 847, 1708]
- story-heading: [32, 1400, 138, 1423]
- story-title: تنظیمی ڈھانچہ: [758, 647, 805, 675]
- story-title: ٹیکس: [55, 1107, 88, 1121]
- story-body: پاکستان کی سینیٹ اور قومی اسمبلی کے اجلاس میں مختلف امور پر بحث ہوئی۔ حکومت کی جانب سے پیش کردہ بل پر ارکان نے اظہار خیال کیا اور متعدد تجاویز سامنے آئیں۔ وزیراعظم نے کہا کہ ملک کی ترقی اور عوام کی خوشحالی کے لیے تمام اداروں کو مل کر کام کرنا ہوگا۔ اپوزیشن جماعتوں نے حکومتی پالیسیوں پر تنقید کرتے ہوئے مطالبہ کیا کہ عوامی مسائل کو فوری طور پر حل کیا جائے۔ اجلاس میں کشمیر کی صورتحال پر بھی تفصیلی گفتگو ہوئی اور اقوام متحدہ سے مداخلت کا مطالبہ کیا گیا۔ پاکستان کی سینیٹ اور قومی اسمبلی کے اجلاس میں مختلف امور پر بحث ہوئی۔ حکومت کی جانب سے پیش کردہ بل پر ارکان نے اظہار خیال کیا اور متعدد تجاویز سامنے آئیں۔ وزیراعظم نے کہا کہ ملک کی ترقی اور عوام کی خوشحالی کے لیے تمام اداروں کو مل کر کام کرنا ہوگا۔ اپوزیشن جماعتوں نے حکومتی پالیسیوں پر تنقید کرتے ہوئے مطالبہ کیا کہ عوامی مسائل کو فوری طور پر حل کیا جائے۔ اجلاس میں کشمیر کی صورتحال پر بھی تفصیلی گفتگو ہوئی اور اقوام متحدہ سے مداخلت کا مطالبہ کیا گیا۔ پاکستان کی سینیٹ اور قومی اسمبلی کے اجلاس میں مختلف امور پر بحث ہوئی۔ حکومت کی جانب سے پیش کردہ بل پر ارکان نے اظہار خیال کیا اور متعدد تجاویز سامنے آئیں۔ وزیراعظم نے کہا کہ ملک کی ترقی اور عوام کی خوشحالی کے لیے تمام اداروں کو مل کر کام کرنا ہوگا۔ اپوزیشن جماعتوں نے حکومتی پالیسیوں پر تنقید کرتے ہوئے: [623, 739, 729, 1136]
- story-heading: [32, 760, 138, 783]
- story-body: پاکستان کی سینیٹ اور قومی اسمبلی کے اجلاس میں مختلف امور پر بحث ہوئی۔ حکومت کی جانب سے پیش کردہ بل پر ارکان نے اظہار خیال کیا اور متعدد تجاویز سامنے آئیں۔ وزیراعظم نے کہا کہ ملک کی ترقی اور عوام کی خوشحالی کے لیے تمام اداروں کو مل کر کام کرنا ہوگا۔ اپوزیشن جماعتوں نے حکومتی پالیسیوں پر تنقید کرتے ہوئے مطالبہ کیا کہ عوامی مسائل کو فوری طور پر حل کیا جائے۔ اجلاس میں کشمیر کی صورتحال پر بھی تفصیلی گفتگو ہوئی اور اقوام متحدہ سے مداخلت کا مطالبہ کیا گیا۔ پاکستان کی سینیٹ اور قومی اسمبلی کے اجلاس میں مختلف امور پر بحث ہوئی۔ حکومت کی جانب سے پیش کردہ بل پر ارکان نے اظہار خیال کیا اور متعدد تجاویز سامنے آئیں۔ وزیراعظم نے کہا کہ ملک کی ترقی اور عوام کی خوشحالی کے لیے تمام اداروں کو مل کر کام کرنا ہوگا۔ اپوزیشن جماعتوں نے حکومتی پالیسیوں پر تنقید کرتے ہوئے مطالبہ کیا کہ عوامی مسائل کو فوری طور پر حل کیا جائے۔ اجلاس میں کشمیر کی صورتحال پر بھی تفصیلی گفتگو ہوئی اور اقوام متحدہ سے مداخلت کا مطالبہ کیا گیا۔ پاکستان کی سینیٹ اور قومی اسمبلی کے اجلاس میں مختلف امور پر بحث ہوئی۔ حکومت کی جانب سے پیش کردہ بل پر ارکان نے اظہار خیال کیا اور متعدد تجاویز سامنے آئیں۔ وزیراعظم نے کہا کہ ملک کی ترقی اور عوام کی خوشحالی کے لیے تمام اداروں کو مل کر کام کرنا ہوگا۔ اپوزیشن جماعتوں نے حکومتی پالیسیوں پر تنقید کرتے ہوئے مطالبہ کیا کہ عوامی مسائل کو فوری طور پر حل کیا جائے۔ اجلاس میں کشمیر کی صورتحال پر بھی تفصیلی گفتگو ہوئی اور اقوام متحدہ سے مداخلت کا مطالبہ کیا گیا۔ پاکستان کی سینیٹ اور قومی اسمبلی کے اجلاس میں مختلف امور پر بحث ہوئی۔ حکومت کی جانب سے پیش کردہ بل پر ارکان نے اظہار خیال کیا اور متعدد تجاویز سامنے آئیں۔ وزیراعظم نے کہا کہ ملک کی ترقی اور عوام کی خوشحالی کے لیے تمام اداروں کو مل کر کام کرنا ہوگا۔ اپوزیشن جماعتوں نے حکومتی پالیسیوں پر ت: [32, 1427, 138, 1970]
- story-body: پاکستان کی سینیٹ اور قومی اسمبلی کے اجلاس میں مختلف امور پر بحث ہوئی۔ حکومت کی جانب سے پیش کردہ بل پر ارکان نے اظہار خیال کیا اور متعدد تجاویز سامنے آئیں۔ وزیراعظم نے کہا کہ ملک کی ترقی اور عوام کی خوشحالی کے لیے تمام اداروں کو مل کر کام کرنا ہوگا۔ اپوزیشن جماعتوں نے حکومتی پالیسیوں پر تنقید کرتے ہوئے مطالبہ کیا کہ عوامی مسائل کو فوری طور پر حل کیا جائے۔ اجلاس میں کشمیر کی صورتحال پر بھی تفصیلی گفتگو ہوئی اور اقوام متحدہ سے مداخلت کا مطالبہ کیا گیا۔ پاکستان کی سینیٹ اور قومی اسمبلی کے اجلاس میں مختلف امور پر بحث ہوئی۔ حکومت کی جانب سے پیش کردہ بل پر ارکان نے اظہار خیال کیا اور متعدد تجاویز سامنے آئیں۔ وزیراعظم نے کہا کہ ملک کی ترقی اور عوام کی خوشحالی کے لیے تمام اداروں کو مل کر کام کرنا ہوگا۔ اپوزیشن جماعتوں نے حکومتی پالیسیوں پر تنقید کرتے ہوئے مطالبہ کیا کہ عوامی مسائل کو فوری طور پر حل کیا جائے۔ اجلاس میں کشمیر کی صورتحال پر بھی تفصیلی گفتگو ہوئی اور اقوام متحدہ سے مداخلت کا مطالبہ کیا گیا۔ پاکستان کی سینیٹ اور قومی اسمبلی کے اجلاس میں مختلف امور پر بحث ہوئی۔ حکومت کی جانب سے پیش کردہ بل پر ارکان نے اظہار خیال کیا اور متعدد تجاویز سامنے آئیں۔ وزیراعظم نے کہا کہ ملک کی ترقی اور عوام کی خوشحالی کے لیے تمام اداروں کو مل کر کام کرنا ہوگا۔ اپوزیشن جماعتوں نے حکومتی پالیسیوں پر تنقید کرتے ہوئے مطالبہ کیا کہ عوامی مسائل کو فوری طور پر حل کیا جائے۔ اجلاس میں کشمیر کی صورتحال پر بھی تفصیلی گفتگو ہوئی اور اقوام متحدہ سے مداخلت کا مطالبہ کیا گیا۔ پاکستان کی سینیٹ اور قومی اسمبلی کے اجلاس میں مختلف امور پر بحث ہوئی: [858, 1285, 964, 1760]
- story-number: 32: [348, 1307, 373, 1329]
- story-title: قومی اسمبلی: [167, 2061, 213, 2088]
- story-title: وزیر اعلیٰ سندھ: [161, 1870, 220, 1897]
- story-heading: [505, 424, 611, 447]
- news-story: [268, 375, 374, 665]
- story-heading: [858, 1258, 964, 1281]
- story-title: چینی صاحب: [273, 678, 344, 691]
- story-heading: [858, 2257, 964, 2280]
- news-story: [151, 789, 257, 1011]
- story-number: 4: [938, 1029, 963, 1051]
- story-heading: [505, 750, 611, 774]
- story-body: پاکستان کی سینیٹ اور قومی اسمبلی کے اجلاس میں مختلف امور پر بحث ہوئی۔ حکومت کی جانب سے پیش کردہ بل پر ارکان نے اظہار خیال کیا اور متعدد تجاویز سامنے آئیں۔ وزیراعظم نے کہا کہ ملک کی ترقی اور عوام کی خوشحالی کے لیے تمام اداروں کو مل کر کام کرنا ہوگا۔ اپوزیشن جماعتوں نے حکومتی پالیسیوں پر تنقید کرتے ہوئے مطالبہ کیا کہ عوامی مسائل کو فوری طور پر حل کیا جائے۔ اجلاس میں کشمیر کی صورتحال پر بھی تفصیلی گفتگو ہوئی اور اقوام متحدہ سے مداخلت کا مط: [150, 1899, 257, 2054]
- story-title: عمران خان: [631, 244, 696, 258]
- story-body: پاکستان کی سینیٹ اور قومی اسمبلی کے اجلاس میں مختلف امور پر بحث ہوئی۔ حکومت کی جانب سے پیش کردہ بل پر ارکان نے اظہار خیال کیا اور متعدد تجاویز سامنے آئیں۔ وزیراعظم نے کہا کہ ملک کی ترقی اور عوام کی خوشحالی کے لیے تمام اداروں کو مل کر کام کرنا ہوگا۔ اپوزیشن جماعتوں نے حکومتی پالیسیوں پر تنقید کرتے ہوئے مطالبہ کیا کہ عوامی مسائل کو فوری طور پر حل کیا جائے۔ اجلاس میں کشمیر کی صورتحال پر بھی تفصیلی گفتگو ہوئی اور اقوام متحدہ سے مداخلت کا مطالبہ کیا گیا۔ پاکستان کی سینیٹ اور قومی اسمبلی کے اجلاس میں مختلف امور پر بحث ہوئی۔ حکومت کی جانب سے پیش کردہ بل پر ارکان نے اظہار خیال کیا اور متعدد تجاویز سامنے آئیں۔ وزیراعظم نے کہا کہ ملک کی ترقی اور عوام کی خوشحالی کے لیے تمام اداروں کو مل کر کام کرنا ہوگا۔ اپوزیشن جماعتوں نے حکومتی پالیسیوں پر تنقید کرتے ہوئے مطالبہ کیا کہ عوامی مسائل کو فوری طور پر حل کیا جائے۔ اجلاس میں کشمیر کی صورتحال پر بھی تفصیلی گفتگو ہوئی اور اقوام متحدہ سے مداخلت کا مطالبہ کیا گیا۔ پاکستان کی سینیٹ اور قومی اسمبلی کے اجلاس میں مختلف امور پر بحث ہوئی۔ حکومت کی جانب سے پیش کردہ بل پر ارکان نے اظہار خیال کیا اور متعدد تجاویز سامنے آئیں۔ وزیراعظم نے کہا کہ ملک کی ترقی اور عو: [504, 47, 611, 415]
- story-title: مودی سرکار: [508, 429, 581, 442]
- story-title: بھارتی اعلان: [271, 53, 346, 67]
- story-heading: [268, 673, 374, 696]
- story-number: 22: [584, 751, 609, 773]
- news-story: [741, 1907, 847, 2158]
- story-number: 1: [938, 50, 963, 71]
- story-body: پاکستان کی سینیٹ اور قومی اسمبلی کے اجلاس میں مختلف امور پر بحث ہوئی۔ حکومت کی جانب سے پیش کردہ بل پر ارکان نے اظہار خیال کیا اور متعدد تجاویز سامنے آئیں۔ وزیراعظم نے کہا کہ ملک کی ترقی اور عوام کی خوشحالی کے لیے تمام اداروں کو مل کر کام کرنا ہوگا۔ اپوزیشن جماعتوں نے حکومتی پالیسیوں پر تنقید کرتے ہوئے مطالبہ کیا کہ عوامی مسائل کو فوری طور پر حل کیا جائے۔ اجلاس میں کشمیر کی صورتحال پر بھی تفصیلی گفتگو ہوئی اور اقوام متحدہ سے مداخلت کا مطالبہ کیا گیا۔ پاکستان کی سینیٹ اور قومی اسمبلی کے اجلاس میں مختلف امور پر بحث ہوئی۔ حکومت کی جانب سے پیش کردہ: [150, 817, 257, 1010]
- story-heading: [151, 424, 257, 447]
- news-story: [505, 1048, 611, 1513]
- news-story: [858, 49, 964, 445]
- story-body: پاکستان کی سینیٹ اور قومی اسمبلی کے اجلاس میں مختلف امور پر بحث ہوئی۔ حکومت کی جانب سے پیش کردہ بل پر ارکان نے اظہار خیال کیا اور متعدد تجاویز سامنے آئیں۔ وزیراعظم نے کہا کہ ملک کی ترقی اور عوام کی خوشحالی کے لیے تمام اداروں کو مل کر کام کرنا ہوگا۔ اپوزیشن جماعتوں نے حکومتی پالیسیوں پر تنقید کرتے ہوئے مطالبہ کیا کہ عوامی مسائل کو فوری طور پر حل کیا جائے۔ اجلاس میں کشمیر کی صورتحال پر بھی تفصیلی گفتگو ہوئی اور اقوام متحدہ سے مداخلت کا مطالبہ کیا گیا۔ پاکستان کی سینیٹ اور قومی اسمبلی کے اجلاس میں مختلف امور پر بحث ہوئی۔ حکومت کی جانب سے پیش کردہ بل پر ارکان نے اظہار خیال کیا اور متعدد تجاویز سامنے آئیں۔ وزیراعظم نے کہا کہ ملک کی ترقی اور عوام کی خوشحالی کے لیے تمام اداروں کو مل کر کام کرنا ہوگا۔ اپوزیشن جماعتوں نے حکومتی پالیسیوں پر تنقید کرتے ہوئے مطالبہ کیا کہ عوامی مسائل کو فوری طور پر حل کیا جائے۔ اجلاس میں کشمیر کی صورتحال پر بھی تفصیلی گفتگو ہوئی اور اقوام متحدہ سے مداخلت کا مطالبہ کیا گیا۔ پاکستان کی سینیٹ اور قومی اسمبلی کے اجلاس میں مختلف امور پر بحث ہوئی۔ حکومت کی جانب سے پیش کردہ بل پر ارکان نے اظہار خیال کیا اور متعدد تجاویز سامنے آئیں۔ وزیراعظم نے کہا کہ ملک کی ترقی اور عوام کی خوشحالی کے لیے تمام اداروں کو مل کر کام کرنا ہوگا۔ اپوزیشن جماعتوں نے حکومتی پالیسیوں پر تنقید کرتے ہوئے مطالبہ کیا کہ عوامی مسائل کو فوری طور پر حل کیا جائے۔ اجلاس میں کشمیر کی صورتحال پر بھی تفصیلی گفتگو ہوئی اور اقوام متحدہ سے مداخلت کا مطالبہ کیا گیا۔ پاکستان کی سینیٹ اور قومی اسمبلی کے اجلاس میں مختلف امور پر بحث ہوئی: [386, 885, 493, 1360]
- story-title: ترامیمی بل منظور: [748, 1013, 815, 1040]
- story-body: پاکستان کی سینیٹ اور قومی اسمبلی کے اجلاس میں مختلف امور پر بحث ہوئی۔ حکومت کی جانب سے پیش کردہ بل پر ارکان نے اظہار خیال کیا اور متعدد تجاویز سامنے آئیں۔ وزیراعظم نے کہا کہ ملک کی ترقی اور عوام کی خوشحالی کے لیے تمام اداروں کو مل کر کام کرنا ہوگا۔ اپوزیشن جماعتوں نے حکومتی پالیسیوں پر تنقید کرتے ہوئے مطالبہ کیا کہ عوامی مسائل کو فوری طور پر حل کیا جائے۔ اجلاس میں کشمیر کی صورتحال پر بھی تفصیلی گفتگو ہوئی اور اقوام متحدہ سے مداخلت کا مطالبہ کیا گیا۔ پاکستان کی سینیٹ اور قومی اسمبلی کے اجلاس میں مختلف امور پر بحث ہوئی۔ حکومت کی جانب سے پیش کردہ بل پر ارکان نے اظہار خیال کیا اور متعدد تجاویز سامنے آئیں۔ وزیراعظم نے کہا کہ ملک کی ترقی اور عوام کی خوشحالی کے لیے تمام اداروں کو مل کر کام کرنا ہوگا۔ اپوزیشن جماعتوں نے حکومتی پالیسیوں پر تنقید کرتے ہوئے مطالبہ کیا کہ عوامی مسائل کو فوری طور پر حل کیا جائے۔ اجلاس میں کشمیر کی صورتحال پر بھی تفصیلی گفتگو ہوئی اور اقوام متحدہ سے مداخلت کا مطالبہ کیا گیا۔ پاکستان کی سینیٹ اور قومی اسمبلی کے اجلاس میں مختلف امور پر بحث ہوئی۔ حکومت کی جانب سے پیش کردہ بل پر ارکان نے اظہار خیال کیا اور متعدد تجاویز سامنے آئیں۔ وزیراعظم نے کہا کہ ملک کی ترقی اور عوام کی خوشحالی کے لیے تمام اداروں کو مل کر کام کرنا ہوگا۔ اپوزیشن جماعتوں نے حکومتی پالیسیوں پر تنقید کرتے ہوئے مطالبہ کیا کہ عوامی مسائل کو فوری طور پر حل کیا جائے۔ اجلاس میں کشمیر کی صورتحال پر بھی تفصیلی گفتگو ہوئی اور: [504, 1075, 611, 1512]
- story-heading: [268, 49, 374, 72]
- story-number: 26: [466, 858, 492, 880]
- story-heading: [741, 1419, 847, 1443]
- news-story: [741, 649, 847, 1007]
- news-story: [741, 1419, 847, 1709]
- news-story: [505, 1954, 611, 2216]
- story-heading: [741, 498, 847, 521]
- article-columns: [25, 47, 970, 2575]
- story-body: پاکستان کی سینیٹ اور قومی اسمبلی کے اجلاس میں مختلف امور پر بحث ہوئی۔ حکومت کی جانب سے پیش کردہ بل پر ارکان نے اظہار خیال کیا اور متعدد تجاویز سامنے آئیں۔ وزیراعظم نے کہا کہ ملک کی ترقی اور عوام کی خوشحالی کے لیے تمام اداروں کو مل کر کام کرنا ہوگا۔ اپوزیشن جماعتوں نے حکومتی پالیسیوں پر تنقید کرتے ہوئے مطالبہ کیا کہ عوامی مسائل کو فوری طور پر حل کیا جائے۔ اجلاس میں کشمیر کی صورتحال پر بھی تفصیلی گفتگو ہوئی اور اقوام متحدہ سے مداخلت کا مطالبہ کیا گیا۔ پاکستان کی سینیٹ اور قومی اسمبلی کے اجلاس میں مختلف امور پر بحث ہوئی۔ حکومت کی جانب سے پیش کردہ بل پر ارکان نے اظہار خیال کیا اور متعدد تجاویز سامنے آئیں۔ وزیراعظم نے کہا کہ ملک کی ترقی اور عوام کی خوشحالی کے لیے تمام اداروں کو مل کر کام کرنا ہوگا۔ اپوزیشن جماعتوں نے حکومتی پالیسیوں پر تنقید کرتے ہوئے مطالبہ کیا کہ عوامی مسائل کو فوری طور پر حل کیا جائے۔ اجلاس میں کشمیر کی صورتحال پر بھی تفصیلی گفتگو ہوئی اور اقوام متحدہ سے مداخلت کا مطالبہ کیا گیا۔ پاکستان کی سینیٹ اور قومی اسمبلی کے اجلاس میں مختلف امور پر بحث ہوئی۔ حکومت کی جانب سے پیش کردہ بل پر ارکان نے اظہار خیال کیا اور متعدد تجاویز سامنے آئیں۔ وزیراعظم نے کہا کہ ملک کی ترقی اور عوام کی خوشحالی کے لیے تمام اداروں کو مل کر کام کرنا ہوگا۔ اپوزیشن جماعتوں نے حکومتی پالیسیوں پر تنقید کرتے ہوئے مطالبہ کیا کہ عوامی مسائل کو فوری طور پر حل کیا جائے۔ اجلاس میں کشمیر کی صورتحال پر بھی تفصیلی گفتگو ہوئی اور اقوام متحدہ سے مداخلت کا مطالبہ کیا گیا۔ پاکستان کی سینیٹ اور قومی اسمبلی کے اجلاس میں مختلف امور پر بحث ہوئی: [32, 47, 138, 522]
- story-body: پاکستان کی سینیٹ اور قومی اسمبلی کے اجلاس میں مختلف امور پر بحث ہوئی۔ حکومت کی جانب سے پیش کردہ بل پر ارکان نے اظہار خیال کیا اور متعدد تجاویز سامنے آئیں۔ وزیراعظم نے کہا کہ ملک کی ترقی اور عوام کی خوشحالی کے لیے تمام اداروں کو مل کر کام کرنا ہوگا۔ اپوزیشن جماعتوں نے حکومتی پالیسیوں پر تنقید کرتے ہوئے مطالبہ کیا کہ عوامی مسائل کو فوری طور پر حل کیا جائے۔ اجلاس میں کشمیر کی صورتحال پر بھی تفصیلی گفتگو ہوئی اور اقوام متحدہ سے مداخلت کا مطالبہ کیا گیا۔ پاکستان کی سینیٹ اور قومی اسمبلی کے اجلاس میں مختلف امور پر بحث ہوئی۔ حکومت کی جانب سے پیش کردہ بل پر ارکان نے اظہار خیال کیا اور متعدد تجاویز سامنے آئیں۔ وزیراعظم نے کہا کہ ملک کی ترقی اور عوام کی خوشحالی کے لیے تمام اداروں کو مل کر کام کرنا ہوگا۔ اپوزیشن جماعتوں نے حکومتی پالیسیوں پر تنقید کرتے ہوئے مطالبہ کیا کہ عوامی مسائل کو فوری طور پر حل کیا جائے۔ اجلاس میں کشمیر کی صورتحال پر بھی تفصیلی گفتگو ہوئی اور اقوام متحدہ سے مداخلت کا مطالبہ کیا گیا۔ پاکستان کی سینیٹ اور قومی اسمبلی کے اجلاس میں مختلف امور پر بحث ہوئی۔ حکومت کی جانب سے پیش کردہ بل پر ارکان نے اظہار خیال کیا اور متعدد تجاویز سامنے آئیں۔ وزیراعظم نے کہا کہ ملک کی ترقی اور عوام کی خوشحالی کے لیے تمام اداروں کو مل کر کام کرنا ہوگا۔ اپوزیشن جماعتوں نے حکومتی پالیسیوں پر تنقید کرتے ہوئے: [504, 1548, 611, 1945]
- story-title: چیف جسٹس: [862, 668, 936, 681]
- story-body: پاکستان کی سینیٹ اور قومی اسمبلی کے اجلاس میں مختلف امور پر بحث ہوئی۔ حکومت کی جانب سے پیش کردہ بل پر ارکان نے اظہار خیال کیا اور متعدد تجاویز سامنے آئیں۔ وزیراعظم نے کہا کہ ملک کی ترقی اور عوام کی خوشحالی کے لیے تمام اداروں کو مل کر کام کرنا ہوگا۔ اپوزیشن جماعتوں نے حکومتی پالیسیوں پر تنقید کرتے ہوئے مطالبہ کیا کہ عوامی مسائل کو فوری طور پر حل کیا جائے۔ اجلاس میں کشمیر کی صورتحال پر بھی تفصیلی گفتگو ہوئی اور اقوام متحدہ سے مداخلت کا مطالبہ کیا گیا۔ پاکستان کی سینیٹ اور قومی اسمبلی کے اجلاس میں مختلف امور پر بحث ہوئی۔ حکومت کی جانب سے پیش کردہ بل پر ارکان نے اظہار خیال کیا اور متعدد تجاویز سامنے آئیں۔ وزیراعظم نے کہا کہ ملک کی ترقی اور عوام کی خوشحالی کے لیے تمام اداروں کو مل کر کام کرنا ہوگا۔ اپوزیشن جماعتوں نے حکومتی پالیسیوں پر تنقید کرتے ہوئے مطالبہ کیا کہ عوامی مسائل کو فوری طور پر حل کیا جائے۔ اجلاس میں کشمیر کی صورتحال پر بھی تفصیلی گفتگو ہوئی اور اقوام متحدہ س: [268, 76, 374, 366]
- story-body: پاکستان کی سینیٹ اور قومی اسمبلی کے اجلاس میں مختلف امور پر بحث ہوئی۔ حکومت کی جانب سے پیش کردہ بل پر ارکان نے اظہار خیال کیا اور متعدد تجاویز سامنے آئیں۔ وزیراعظم نے کہا کہ ملک کی ترقی اور عوام کی خوشحالی کے لیے تمام اداروں کو مل کر کام کرنا ہوگا۔ اپوزیشن جماعتوں نے حکومتی پالیسیوں پر تنقید کرتے ہوئے مطالبہ کیا کہ عوامی مسائل کو فوری طور پر حل کیا جائے۔ اجلاس میں کشمیر کی صورتحال پر بھی تفصیلی گفتگو ہوئی اور اقوام متحدہ سے مداخلت کا مطالبہ کیا گیا۔ پاکستان کی سینیٹ اور قومی اسمبلی کے اجلاس میں مختلف امور پر بحث ہوئی۔ حکومت کی جانب سے پیش کردہ بل پر ارکان نے اظہار خیال کیا اور متعدد تجاویز سامنے آئیں۔ وزیراعظم نے کہا کہ ملک کی ترقی اور عوام کی خوشحالی کے لیے تمام اداروں کو مل کر کام کرنا ہوگا۔ اپوزیشن جماعتوں نے حکومتی پالیسیوں پر تنقید کرتے ہوئے مطالبہ کیا کہ عوامی مسائل کو فوری طور پر حل کیا جائے۔ اجلاس میں کشمیر کی صورتحال پر بھی تفصیلی گفتگو ہوئی اور اقوام متحدہ سے مداخلت کا مطالبہ کیا گیا۔ پاکستان کی سینیٹ اور قومی اسمبلی کے اجلاس میں مختلف امور پر بحث ہوئی۔ حکومت کی جانب سے پیش کردہ بل پر ارکان نے اظہار خیال کیا اور متعدد تجاویز سامنے آئیں۔ وزیراعظم نے کہا کہ ملک کی ترقی اور عوام کی خوشحالی کے لیے تمام اداروں کو مل کر کام کرنا ہوگا۔ اپوزیشن جماعتوں نے حکومتی پالیسیوں پر تنقید کرتے ہوئے مطالبہ کیا کہ عوامی مسائل کو فوری طور پر حل کیا جائے۔ اجلاس میں کشمیر کی صورتحال پر بھی تفصیلی گفتگو ہوئی اور اقوام متحدہ سے مداخلت کا مطالبہ کیا گیا۔ پاکستان کی سینیٹ اور قومی اسمبلی کے اجلاس میں مختلف امور پر بحث ہوئی۔ حکومت کی جانب سے پیش کردہ بل پر ارکان نے اظہار خیال کیا اور متعدد تجاویز سامنے آئیں۔ وزیراعظم نے کہا کہ ملک: [268, 1334, 374, 1838]
- story-number: 31: [348, 903, 373, 924]
- news-story: [858, 1028, 964, 1250]
- story-body: پاکستان کی سینیٹ اور قومی اسمبلی کے اجلاس میں مختلف امور پر بحث ہوئی۔ حکومت کی جانب سے پیش کردہ بل پر ارکان نے اظہار خیال کیا اور متعدد تجاویز سامنے آئیں۔ وزیراعظم نے کہا کہ ملک کی ترقی اور عوام کی خوشحالی کے لیے تمام اداروں کو مل کر کام کرنا ہوگا۔ اپوزیشن جماعتوں نے حکومتی پالیسیوں پر تنقید کرتے ہوئے مطالبہ کیا کہ عوامی مسائل کو فوری طور پر حل کیا جائے۔ اجلاس میں کشمیر کی صورتحال پر بھی تفصیلی گفتگو ہوئی اور اقوام متحدہ سے مداخلت کا مطالبہ کیا گیا۔ پاکستان کی سینیٹ اور قومی اسمبلی کے اجلاس میں مختلف امور پر بحث ہوئی۔ حکومت کی جانب سے پیش کردہ بل پر ارکان نے اظہار خیال کیا اور متعدد تجاویز سامنے آئیں۔ وزیراعظم نے کہا کہ ملک کی ترقی اور عوام کی خوشحالی کے لیے تمام اداروں کو مل کر کام کرنا ہوگا۔ اپوزیشن جماعتوں نے حکومتی پالیسیوں پر تنقید کرتے ہوئے مطالبہ کیا کہ عوامی مسائل کو فوری طور پر حل کیا جائے۔ اجلاس میں کشمیر کی صورتحال پر بھی تفصیلی گفتگو ہوئی اور اقوام متحدہ سے مداخلت کا مطالبہ کیا گیا۔ پاکستان کی سینیٹ اور قومی اسمبلی کے اجلاس میں مختلف امور پر بحث ہوئی۔ حکومت کی جانب سے پیش کردہ بل پر ارکان نے اظہار خیال کیا اور متعدد تجاویز سامنے آئیں۔ وزیراعظم نے کہا کہ ملک کی ترقی اور عوام کی خوشحالی کے لیے تمام اداروں کو مل کر کام کرنا ہوگا۔ اپوزیشن جماعتوں نے حکومتی پالیسیوں پر تنقید کرتے ہوئے مطالبہ کیا کہ عوامی مسائل کو فوری طور پر حل کیا جائے۔ اجلاس میں کشمیر کی صورتحال پر بھی تفصیلی گفتگو ہوئی اور اقوام متحدہ سے مداخلت کا مطالبہ کیا گیا۔ پاکستان کی سینیٹ اور قومی اسمبلی کے اجلاس میں مختلف امور پر بحث ہوئی: [623, 1172, 729, 1648]
- news-story: [268, 673, 374, 894]
- news-story: [151, 424, 257, 782]
- header-masthead-english: DAILY EXPRESS, ISLAMABAD - FRIDAY, SEPTEMBER 20, 2019: [25, 17, 402, 33]
- news-story: [151, 1277, 257, 1635]
- story-title: IMF: [178, 429, 203, 442]
- story-body: پاکستان کی سینیٹ اور قومی اسمبلی کے اجلاس میں مختلف امور پر بحث ہوئی۔ حکومت کی جانب سے پیش کردہ بل پر ارکان نے اظہار خیال کیا اور متعدد تجاویز سامنے آئیں۔ وزیراعظم نے کہا کہ ملک کی ترقی اور عوام کی خوشحالی کے لیے تمام اداروں کو مل کر کام کرنا ہوگا۔ اپوزیشن جماعتوں نے حکومتی پالیسیوں پر تنقید کرتے ہوئے مطالبہ کیا کہ عوامی مسائل کو فوری طور پر حل کیا جائے۔ اجلاس میں کشمیر کی صورتحال پر بھی تفصیلی گفتگو ہوئی اور اقوام متحدہ سے مداخلت کا مطالبہ کیا گیا۔ پاکستان کی سینیٹ اور قومی اسمبلی کے اجلاس میں مختلف امور پر بحث ہوئی۔ حکومت کی جانب سے پیش کردہ بل پر ارکان نے اظہار خیال کیا اور متعدد تجاویز سامنے آئیں۔ وزیراعظم نے کہا کہ ملک کی ترقی اور عوام کی خوشحالی کے لیے تمام اداروں کو مل کر کام کرنا ہوگا۔ اپوزیشن جماعتوں نے حکومتی پالیسیوں پر تنقید کرتے ہوئے مطالبہ کیا کہ عوامی مسائل کو فوری طور پر حل کیا جائے۔ اجلاس میں کشمیر کی صورتحال پر بھی تفصیلی گفتگو ہوئی اور اقوام متحدہ سے مداخلت کا مطالبہ کیا گیا۔ پاکستان کی سینیٹ اور قومی اسمبلی کے اجلاس میں مختلف امور پر بحث ہوئی۔ حکومت کی جانب سے پیش کردہ بل پر ارکان نے اظہار خیال کیا اور متعدد تجاویز سامنے آئیں۔ وزیراعظم نے کہا کہ ملک کی ترقی اور عو: [268, 929, 374, 1298]
- news-story: [32, 47, 138, 523]
- story-body: پاکستان کی سینیٹ اور قومی اسمبلی کے اجلاس میں مختلف امور پر بحث ہوئی۔ حکومت کی جانب سے پیش کردہ بل پر ارکان نے اظہار خیال کیا اور متعدد تجاویز سامنے آئیں۔ وزیراعظم نے کہا کہ ملک کی ترقی اور عوام کی خوشحالی کے لیے تمام اداروں کو مل کر کام کرنا ہوگا۔ اپوزیشن جماعتوں نے حکومتی پالیسیوں پر تنقید کرتے ہوئے مطالبہ کیا کہ عوامی مسائل کو فوری طور پر حل کیا جائے۔ اجلاس میں کشمیر کی صورتحال پر بھی تفصیلی گفتگو ہوئی اور اقوام متحدہ سے مداخلت کا مطالبہ کیا گیا۔ پاکستان کی سینیٹ اور قومی اسمبلی کے اجلاس میں مختلف امور پر بحث ہوئی۔ حکومت کی جانب سے پیش کردہ بل پر ارکان نے اظہار خیال کیا اور متعدد تجاویز سامنے آئیں۔ وزیراعظم نے کہا کہ ملک کی ترقی اور عوام کی خوشحالی کے لیے تمام اداروں کو مل کر کام کرنا ہوگا۔ اپوزیشن جماعتوں نے حکومتی پالیسیوں پر تنقید کرتے ہوئے مطالبہ کیا کہ عوامی مسائل کو فوری طور پر حل کیا جائے۔ اجلاس میں کشمیر کی صورتحال پر بھی تفصیلی گفتگو ہوئی اور اقوام متحدہ سے مداخلت کا مطالبہ کیا گیا۔ پاکستان کی سینیٹ اور قومی ا: [740, 47, 847, 357]
- story-body: پاکستان کی سینیٹ اور قومی اسمبلی کے اجلاس میں مختلف امور پر بحث ہوئی۔ حکومت کی جانب سے پیش کردہ بل پر ارکان نے اظہار خیال کیا اور متعدد تجاویز سامنے آئیں۔ وزیراعظم نے کہا کہ ملک کی ترقی اور عوام کی خوشحالی کے لیے تمام اداروں کو مل کر کام کرنا ہوگا۔ اپوزیشن جماعتوں نے حکومتی پالیسیوں پر تنقید کرتے ہوئے مطالبہ کیا کہ عوامی مسائل کو فوری طور پر حل کیا جائے۔ اجلاس میں کشمیر کی صورتحال پر بھی تفصیلی گفتگو ہوئی اور اقوام متحدہ سے مداخلت کا مطالبہ کیا گیا۔ پاکستان کی سینیٹ اور قومی اسمبلی کے اجلاس: [858, 480, 964, 654]
- story-heading: [387, 346, 493, 369]
- story-body: پاکستان کی سینیٹ اور قومی اسمبلی کے اجلاس میں مختلف امور پر بحث ہوئی۔ حکومت کی جانب سے پیش کردہ بل پر ارکان نے اظہار خیال کیا اور متعدد تجاویز سامنے آئیں۔ وزیراعظم نے کہا کہ ملک کی ترقی اور عوام کی خوشحالی کے لیے تمام اداروں کو مل کر کام کرنا ہوگا۔ اپوزیشن جماعتوں نے حکومتی پالیسیوں پر تنقید کرتے ہوئے مطالبہ کیا کہ عوامی مسائل کو فوری طور پر حل کیا جائے۔ اجلاس میں کشمیر کی صورتحال پر بھی تفصیلی گفتگو ہوئی اور اقوام متحدہ سے مداخلت کا مطالبہ کیا گیا۔ پاکستان کی سینیٹ اور قومی اسمبلی کے اجلاس میں مختلف امور پر بحث ہوئی۔ حکومت کی جانب سے پیش کردہ بل پر ارکان نے اظہار خیال کیا اور متعدد تجاویز سامنے آئیں۔ وزیراعظم نے کہا کہ ملک کی ترقی اور عوام کی خوشحالی کے لیے تمام اداروں کو مل کر کام کرنا ہوگا۔ اپوزیشن جماعتوں نے حکومتی پالیسیوں پر تنقید کرتے ہوئے مطالبہ کیا کہ: [32, 1130, 138, 1391]
- story-body: پاکستان کی سینیٹ اور قومی اسمبلی کے اجلاس میں مختلف امور پر بحث ہوئی۔ حکومت کی جانب سے پیش کردہ بل پر ارکان نے اظہار خیال کیا اور متعدد تجاویز سامنے آئیں۔ وزیراعظم نے کہا کہ ملک کی ترقی اور عوام کی خوشحالی کے لیے تمام اداروں کو مل کر کام کرنا ہوگا۔ اپوزیشن جماعتوں نے حکومتی پالیسیوں پر تنقید کرتے ہوئے مطالبہ کیا کہ عوامی مسائل کو فوری طور پر حل کیا جائے۔ اجلاس میں کشمیر کی صورتحال پر بھی تفصیلی گفتگو ہوئی اور اقوام متحدہ سے مداخلت کا مطالبہ کیا گیا۔ پاکستان کی سینیٹ اور قومی اسمبلی کے اجلاس میں مختلف امور پر بحث ہوئی۔ حکومت کی جانب سے پیش کردہ بل پر ارکان نے اظہار خیال کیا اور متعدد تجاویز سامنے آئیں۔ وزیراعظم نے کہا کہ ملک کی ترقی اور عوام کی خوشحالی کے لیے تمام اداروں کو مل کر کام کرنا ہوگا۔ اپوزیشن جماعتوں نے حکومتی پالیسیوں پر تنقید کرتے ہوئے مطالبہ کیا کہ: [504, 1954, 611, 2215]
- story-number: 2: [938, 454, 963, 475]
- story-heading: [623, 1656, 729, 1680]
- news-story: [741, 498, 847, 642]
- story-title: خورشید شاہ: [391, 1374, 463, 1387]
- story-title: قومی اعلان: [155, 1648, 225, 1661]
- news-story: [151, 1019, 257, 1270]
- news-column: [735, 47, 853, 2157]
- story-number: 36: [229, 1278, 255, 1300]
- story-heading: [741, 649, 847, 673]
- news-story: [32, 873, 138, 1095]
- news-story: [858, 1769, 964, 2059]
- story-title: مسعود خان: [748, 1722, 814, 1735]
- story-heading: [151, 2063, 257, 2086]
- story-title: امتیازی نمبر: [863, 1774, 935, 1788]
- news-story: [32, 1400, 138, 1971]
- story-title: افغانستان: [869, 53, 928, 67]
- header-rule: [25, 39, 970, 41]
- story-heading: [151, 1872, 257, 1896]
- story-number: 40: [112, 532, 137, 553]
- news-story: [623, 1145, 729, 1649]
- story-number: 20: [703, 2062, 728, 2083]
- story-heading: [151, 1019, 257, 1042]
- story-body: پاکستان کی سینیٹ اور قومی اسمبلی کے اجلاس میں مختلف امور پر بحث ہوئی۔ حکومت کی جانب سے پیش کردہ بل پر ارکان نے اظہار خیال کیا اور متعدد تجاویز سامنے آئیں۔ وزیراعظم نے کہا کہ ملک کی ترقی اور عوام کی خوشحالی کے لیے تمام اداروں کو مل کر کام کرنا ہوگا۔ اپوزیشن جماعتوں نے حکومتی پالیسیوں پر تنقید کرتے ہوئے مطالبہ کیا کہ عوامی مسائل کو فوری طور پر حل کیا جائے۔ اجلاس میں کشمیر کی صورتحال پر بھی تفصیلی گفتگو ہوئی اور اقوام متحدہ سے مداخلت کا مطالبہ کیا گیا۔ پاکستان کی سینیٹ اور قومی اسمبلی کے اجلاس میں مختلف امور پر بحث ہوئی۔ حکومت کی جانب سے پیش کردہ: [150, 1670, 257, 1863]
- story-heading: [151, 789, 257, 813]
- story-body: پاکستان کی سینیٹ اور قومی اسمبلی کے اجلاس میں مختلف امور پر بحث ہوئی۔ حکومت کی جانب سے پیش کردہ بل پر ارکان نے اظہار خیال کیا اور متعدد تجاویز سامنے آئیں۔ وزیراعظم نے کہا کہ ملک کی ترقی اور عوام کی خوشحالی کے لیے تمام اداروں کو مل کر کام کرنا ہوگا۔ اپوزیشن جماعتوں نے حکومتی پالیسیوں پر تنقید کرتے ہوئے مطالبہ کیا کہ عوامی مسائل کو فوری طور پر حل کیا جائے۔ اجلاس میں کشمیر کی صورتحال پر بھی تفصیلی گفتگو ہوئی اور اقوام متحدہ سے مداخلت کا مطالبہ کیا گیا۔ پاکستان کی سینیٹ اور قومی اسمبلی کے اجلاس میں مختلف امور پر بحث ہوئی۔ حکومت کی جانب سے پیش کردہ بل پر ارکان نے اظہار خیال کیا اور متعدد تجاویز سامنے آئیں۔ وزیراعظم نے کہا کہ ملک کی ترقی اور عوام کی خوشحالی کے لیے تمام اداروں کو مل کر کام کرنا ہوگا۔ اپوزیشن جماعتوں نے حکومتی پالیسیوں پر تنقید کرتے ہوئے مطالبہ کیا کہ عوامی مسائل کو فوری طور پر حل کیا جائے۔ اجلاس میں کشمیر کی صورتحال پر بھی تفصیلی گفتگو ہوئی اور اقوام متحدہ سے مداخلت کا مطالبہ کیا گیا۔ پاکستان کی سینیٹ اور قومی اسمبلی کے اجلاس میں مختلف امور پر بحث ہوئی۔ حکومت کی جانب سے پیش کردہ بل پر ارکان نے اظہار خیال کیا اور متعدد تجاویز سامنے آئیں۔ وزیراعظم نے کہا کہ ملک کی ترقی اور عو: [150, 47, 257, 415]
- story-heading: [858, 2067, 964, 2090]
- story-title: پیپلز پارٹی رہنما: [277, 900, 340, 927]
- news-story: [858, 453, 964, 655]
- story-body: پاکستان کی سینیٹ اور قومی اسمبلی کے اجلاس میں مختلف امور پر بحث ہوئی۔ حکومت کی جانب سے پیش کردہ بل پر ارکان نے اظہار خیال کیا اور متعدد تجاویز سامنے آئیں۔ وزیراعظم نے کہا کہ ملک کی ترقی اور عوام کی خوشحالی کے لیے تمام اداروں کو مل کر کام کرنا ہوگا۔ اپوزیشن جماعتوں نے حکومتی پالیسیوں پر تنقید کرتے ہوئے مطالبہ کیا کہ عوامی مسائل کو فوری طور پر حل کیا جائے۔ اجلاس میں کشمیر کی صورتحال پر بھی تفصیلی گفتگو ہوئی اور اقوام متحدہ سے مداخلت کا مطالبہ کیا گیا۔ پاکستان کی سینیٹ اور قومی اسمبلی کے اجلاس میں مختلف امور پر بحث ہوئی۔ حکومت کی جانب سے پیش کردہ بل پر ارکان نے اظہار خیال کیا اور متعدد تجاویز سامنے آئیں۔ وزیراعظم نے کہا کہ ملک کی ترقی اور عوام کی خوشحالی کے لیے تمام اداروں کو مل کر کام کرنا ہوگا۔ اپوزیشن جماعتوں نے حکومتی پالیسیوں پر تنقید کرتے ہوئے مطالبہ کیا کہ عوامی مسائل کو فوری طور پر حل کیا جائے۔ اجلاس میں کشمیر کی صورتحال پر بھی تفصیلی گفتگو ہوئی اور اقوام متحدہ سے مداخلت کا مطالبہ کیا گیا۔ پاکستان کی سینیٹ اور قومی اسمبلی کے اجلاس میں مختلف امور پر بحث ہوئی۔ حکومت کی جانب سے پیش کردہ بل پر ارکان نے اظہار خیال کیا اور متعدد تجاویز سامنے آئیں۔ وزیراعظم نے کہا کہ ملک کی ترقی اور عو: [858, 76, 964, 444]
- news-story: [623, 49, 729, 231]
- story-number: 7: [938, 2068, 963, 2089]
- story-number: 14: [820, 1718, 845, 1739]
- news-story: [387, 1369, 493, 1940]
- story-body: پاکستان کی سینیٹ اور قومی اسمبلی کے اجلاس میں مختلف امور پر بحث ہوئی۔ حکومت کی جانب سے پیش کردہ بل پر ارکان نے اظہار خیال کیا اور متعدد تجاویز سامنے آئیں۔ وزیراعظم نے کہا کہ ملک کی ترقی اور عوام کی خوشحالی کے لیے تمام اداروں کو مل کر کام کرنا ہوگا۔ اپوزیشن جماعتوں نے حکومتی پالیسیوں پر تنقید کرتے ہوئے مطالبہ کیا کہ عوامی مسائل کو فوری طور پر حل کیا جائے۔ اجلاس میں کشمیر کی صورتحال پر بھی تفصیلی گفتگو ہوئی اور اقوام متحدہ سے مداخلت کا مط: [623, 76, 729, 230]
- story-title: ایئر مارشل ظفر محمود: [864, 1256, 933, 1283]
- story-title: آصف زرداری: [626, 53, 701, 67]
- story-number: 5: [938, 1259, 963, 1280]
- news-story: [623, 2061, 729, 2312]
- news-story: [858, 1258, 964, 1761]
- news-story: [741, 1717, 847, 1899]
- story-heading: [32, 1102, 138, 1126]
- story-heading: [32, 531, 138, 554]
- story-body: پاکستان کی سینیٹ اور قومی اسمبلی کے اجلاس میں مختلف امور پر بحث ہوئی۔ حکومت کی جانب سے پیش کردہ بل پر ارکان نے اظہار خیال کیا اور متعدد تجاویز سامنے آئیں۔ وزیراعظم نے کہا کہ ملک کی ترقی اور عوام کی خوشحالی کے لیے تمام اداروں کو مل کر کام کرنا ہوگا۔ اپوزیشن جماعتوں نے حکومتی پالیسیوں پر تنقید کرتے ہوئے مطالبہ کیا کہ عوامی مسائل کو فوری طور پر حل کیا جائے۔ اجلاس میں کشمیر کی صورتحال پر بھی تفصیلی گفتگو ہوئی اور اقوام متحدہ سے مداخلت کا مطالبہ کیا گیا۔ پاکستان کی سینیٹ اور قومی اسمبلی کے اجلاس میں مختلف امور پر بحث ہوئی۔ حکومت کی جانب سے پیش کردہ بل پر ارکان نے اظہار خیال کیا اور متعدد تجاویز سامنے آئیں۔ وزیراعظم نے کہا کہ ملک کی ترقی اور عوام کی خوشحالی کے لیے تمام اداروں کو مل کر کام کرنا ہوگا۔ اپوزیشن جماعتوں نے حکومتی پالیسیوں پر تنقید کرتے ہوئے مطالبہ کیا کہ عوامی مسائل کو فوری طور پر حل کیا جائے۔ اجلاس میں کشمیر کی صورتحال پر بھی تفصیلی گفتگو ہوئی اور اقوام متحدہ سے مداخلت کا مطالبہ کیا گیا۔ پاکستان کی سینیٹ اور قومی اسمبلی کے اجلاس میں مختلف امور پر بحث ہوئی۔ حکومت کی جانب سے پیش کردہ بل پر ارکان نے اظہار خیال کیا اور متعدد تجاویز سامنے آئیں۔ وزیراعظم نے کہا کہ ملک کی ترقی اور عو: [623, 1684, 729, 2052]
- story-number: 12: [820, 1016, 845, 1037]
- story-heading: [858, 663, 964, 686]
- story-heading: [268, 1306, 374, 1330]
